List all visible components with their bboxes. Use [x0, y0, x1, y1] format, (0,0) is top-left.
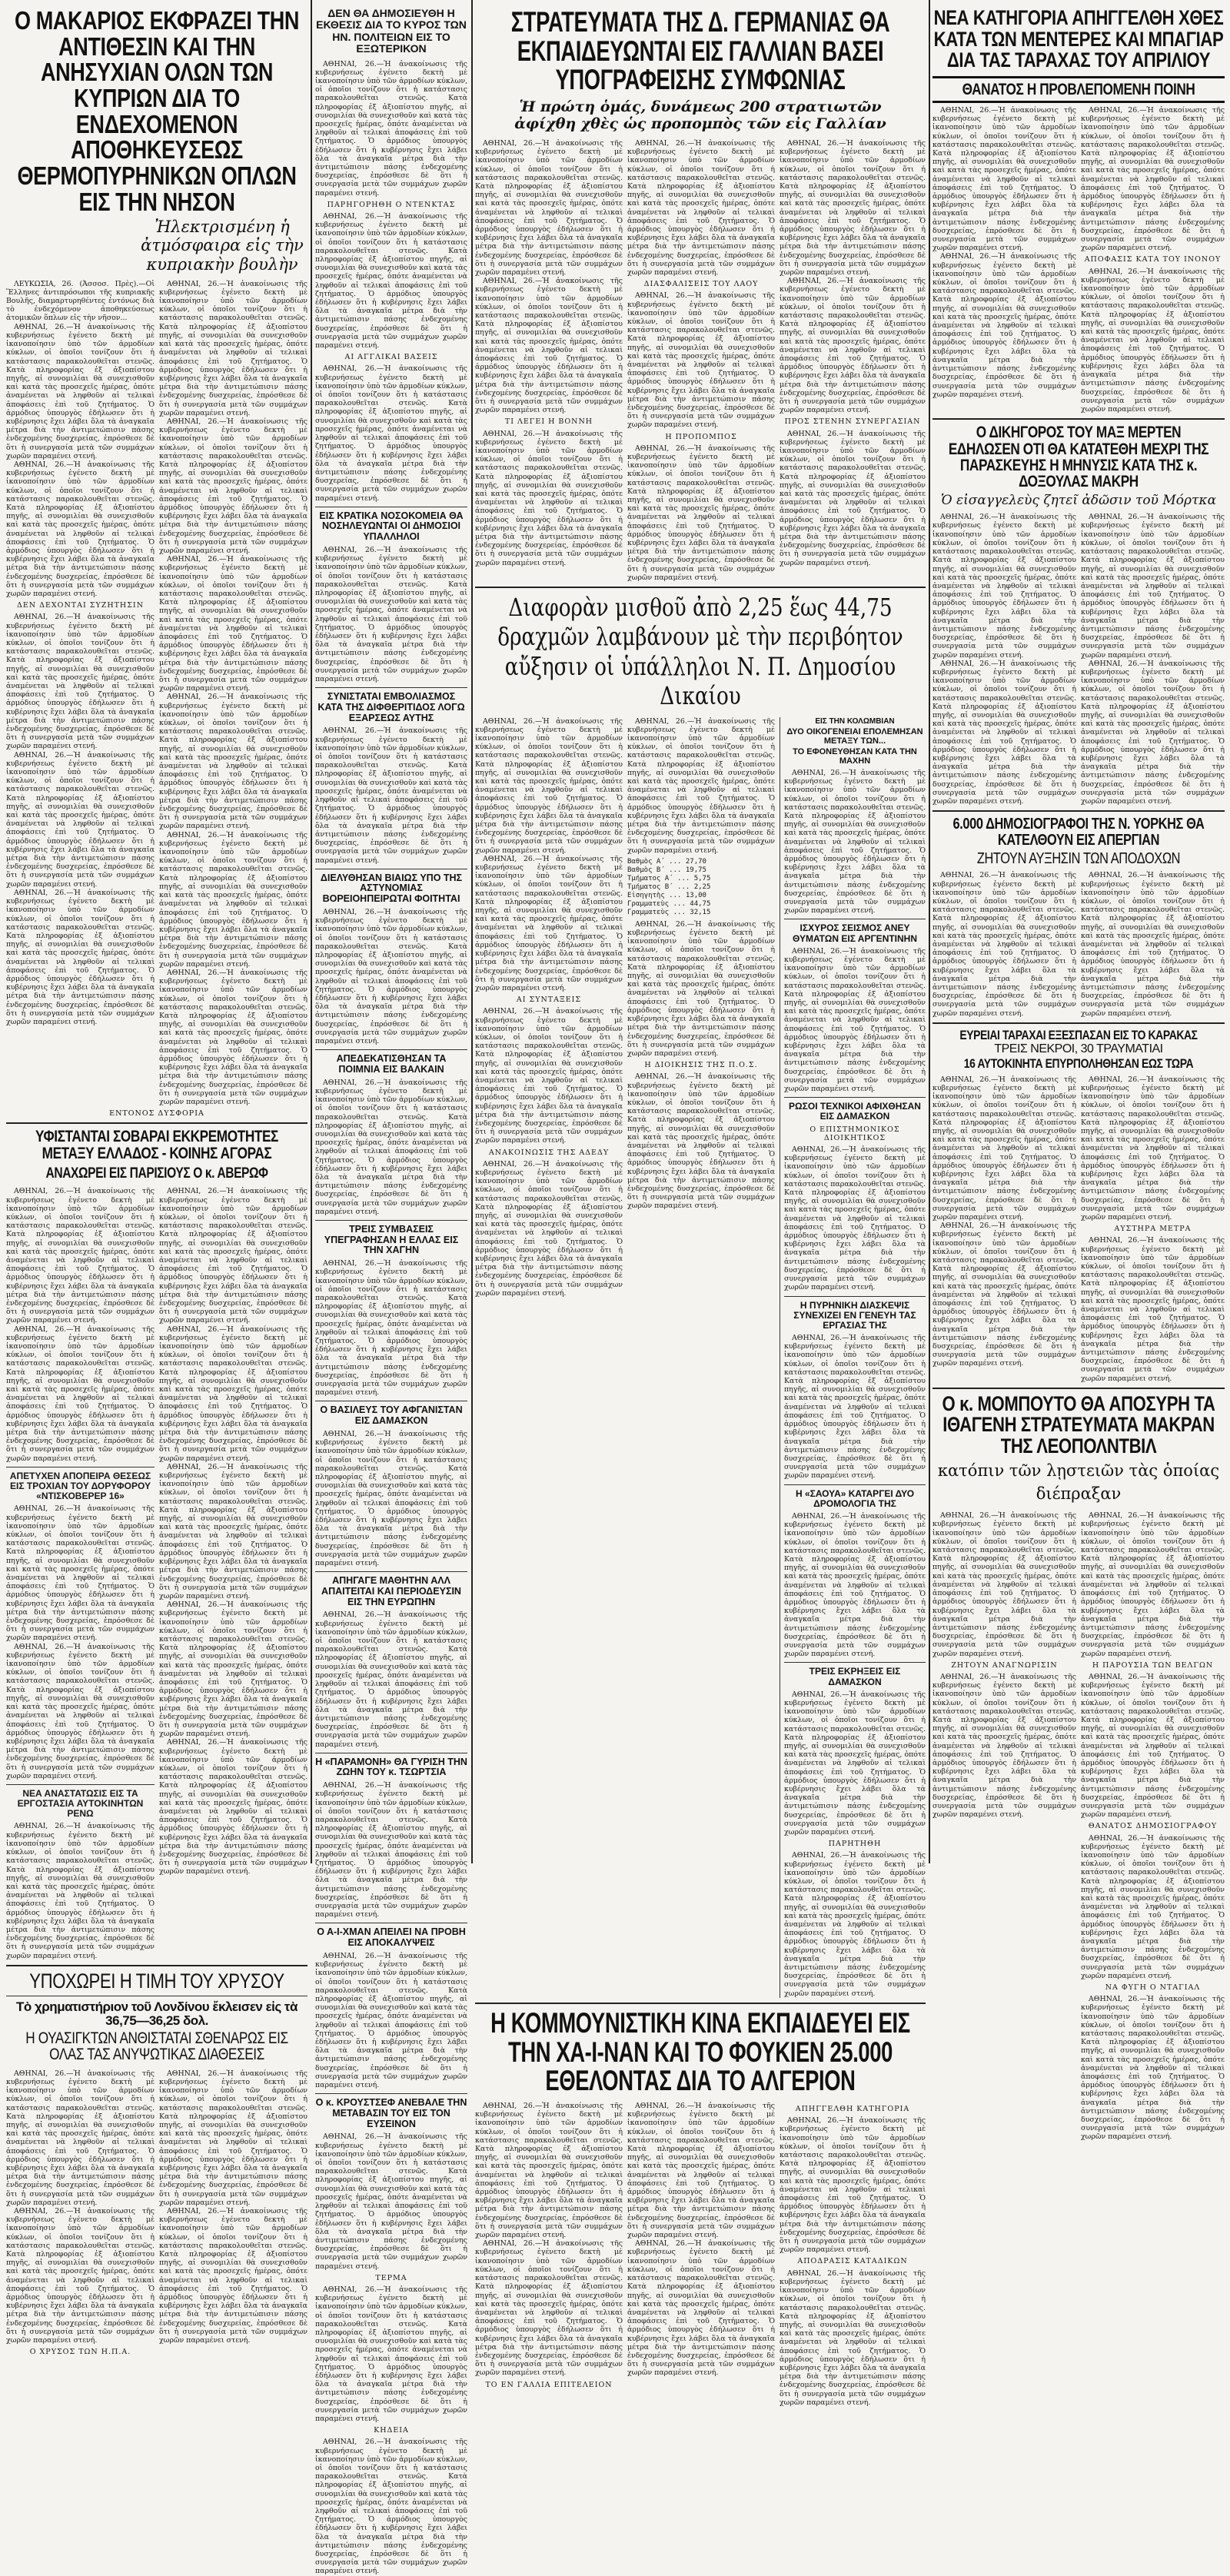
table-row: Γραμματεὺς ... 44,75: [627, 899, 711, 908]
article-text: ΑΘΗΝΑΙ, 26.—Ἡ ἀνακοίνωσις τῆς κυβερνήσεως ἐγένετο δεκτὴ μὲ ἱκανοποίησιν ὑπὸ τῶν ἁρμοδίων κύκλων, οἱ ὁποῖοι τονίζουν ὅτι ἡ κατάστασις παρακολουθεῖται στενῶς. Κατὰ πληροφορίας ἐξ ἀξιοπίστου πηγῆς, αἱ συνομιλίαι θὰ συνεχισθοῦν καὶ κατὰ τὰς προσεχεῖς ἡμέρας, ὁπότε ἀναμένεται νὰ ληφθοῦν αἱ τελικαὶ ἀποφάσεις ἐπὶ τοῦ ζητήματος. Ὁ ἁρμόδιος ὑπουργὸς ἐδήλωσεν ὅτι ἡ κυβέρνησις ἔχει λάβει ὅλα τὰ ἀναγκαῖα μέτρα διὰ τὴν ἀντιμετώπισιν πάσης ἐνδεχομένης δυσχερείας, ἐπρόσθεσε δὲ ὅτι ἡ συνεργασία μετὰ τῶν συμμάχων χωρῶν παραμένει στενή.: [784, 1851, 926, 1998]
article-text: ΑΘΗΝΑΙ, 26.—Ἡ ἀνακοίνωσις τῆς κυβερνήσεως ἐγένετο δεκτὴ μὲ ἱκανοποίησιν ὑπὸ τῶν ἁρμοδίων κύκλων, οἱ ὁποῖοι τονίζουν ὅτι ἡ κατάστασις παρακολουθεῖται στενῶς. Κατὰ πληροφορίας ἐξ ἀξιοπίστου πηγῆς, αἱ συνομιλίαι θὰ συνεχισθοῦν καὶ κατὰ τὰς προσεχεῖς ἡμέρας, ὁπότε ἀναμένεται νὰ ληφθοῦν αἱ τελικαὶ ἀποφάσεις ἐπὶ τοῦ ζητήματος. Ὁ ἁρμόδιος ὑπουργὸς ἐδήλωσεν ὅτι ἡ κυβέρνησις ἔχει λάβει ὅλα τὰ ἀναγκαῖα μέτρα διὰ τὴν ἀντιμετώπισιν πάσης ἐνδεχομένης δυσχερείας, ἐπρόσθεσε δὲ ὅτι ἡ συνεργασία μετὰ τῶν συμμάχων χωρῶν παραμένει στενή.: [315, 545, 467, 684]
article-text: ΑΘΗΝΑΙ, 26.—Ἡ ἀνακοίνωσις τῆς κυβερνήσεως ἐγένετο δεκτὴ μὲ ἱκανοποίησιν ὑπὸ τῶν ἁρμοδίων κύκλων, οἱ ὁποῖοι τονίζουν ὅτι ἡ κατάστασις παρακολουθεῖται στενῶς. Κατὰ πληροφορίας ἐξ ἀξιοπίστου πηγῆς, αἱ συνομιλίαι θὰ συνεχισθοῦν καὶ κατὰ τὰς προσεχεῖς ἡμέρας, ὁπότε ἀναμένεται νὰ ληφθοῦν αἱ τελικαὶ ἀποφάσεις ἐπὶ τοῦ ζητήματος. Ὁ ἁρμόδιος ὑπουργὸς ἐδήλωσεν ὅτι ἡ κυβέρνησις ἔχει λάβει ὅλα τὰ ἀναγκαῖα μέτρα διὰ τὴν ἀντιμετώπισιν πάσης ἐνδεχομένης δυσχερείας, ἐπρόσθεσε δὲ ὅτι ἡ συνεργασία μετὰ τῶν συμμάχων χωρῶν παραμένει στενή.: [475, 277, 623, 415]
headline-sabena: Η «ΣΑΟΥΑ» ΚΑΤΑΡΓΕΙ ΔΥΟ ΔΡΟΜΟΛΟΓΙΑ ΤΗΣ: [795, 1487, 915, 1509]
article-text: ΑΘΗΝΑΙ, 26.—Ἡ ἀνακοίνωσις τῆς κυβερνήσεως ἐγένετο δεκτὴ μὲ ἱκανοποίησιν ὑπὸ τῶν ἁρμοδίων κύκλων, οἱ ὁποῖοι τονίζουν ὅτι ἡ κατάστασις παρακολουθεῖται στενῶς. Κατὰ πληροφορίας ἐξ ἀξιοπίστου πηγῆς, αἱ συνομιλίαι θὰ συνεχισθοῦν καὶ κατὰ τὰς προσεχεῖς ἡμέρας, ὁπότε ἀναμένεται νὰ ληφθοῦν αἱ τελικαὶ ἀποφάσεις ἐπὶ τοῦ ζητήματος. Ὁ ἁρμόδιος ὑπουργὸς ἐδήλωσεν ὅτι ἡ κυβέρνησις ἔχει λάβει ὅλα τὰ ἀναγκαῖα μέτρα διὰ τὴν ἀντιμετώπισιν πάσης ἐνδεχομένης δυσχερείας, ἐπρόσθεσε δὲ ὅτι ἡ συνεργασία μετὰ τῶν συμμάχων χωρῶν παραμένει στενή.: [1081, 659, 1225, 806]
section-subhead: ΤΙ ΛΕΓΕΙ Η ΒΟΝΝΗ: [504, 417, 593, 427]
article-text: [780, 139, 926, 582]
article-text: ΑΘΗΝΑΙ, 26.—Ἡ ἀνακοίνωσις τῆς κυβερνήσεως ἐγένετο δεκτὴ μὲ ἱκανοποίησιν ὑπὸ τῶν ἁρμοδίων κύκλων, οἱ ὁποῖοι τονίζουν ὅτι ἡ κατάστασις παρακολουθεῖται στενῶς. Κατὰ πληροφορίας ἐξ ἀξιοπίστου πηγῆς, αἱ συνομιλίαι θὰ συνεχισθοῦν καὶ κατὰ τὰς προσεχεῖς ἡμέρας, ὁπότε ἀναμένεται νὰ ληφθοῦν αἱ τελικαὶ ἀποφάσεις ἐπὶ τοῦ ζητήματος. Ὁ ἁρμόδιος ὑπουργὸς ἐδήλωσεν ὅτι ἡ κυβέρνησις ἔχει λάβει ὅλα τὰ ἀναγκαῖα μέτρα διὰ τὴν ἀντιμετώπισιν πάσης ἐνδεχομένης δυσχερείας, ἐπρόσθεσε δὲ ὅτι ἡ συνεργασία μετὰ τῶν συμμάχων χωρῶν παραμένει στενή.: [159, 1738, 308, 1876]
article-text: [932, 1075, 1076, 1383]
headline-diphtheria: ΣΥΝΙΣΤΑΤΑΙ ΕΜΒΟΛΙΑΣΜΟΣ ΚΑΤΑ ΤΗΣ ΔΙΦΘΕΡΙΤΙΔΟΣ ΛΟΓΩ ΕΞΑΡΣΕΩΣ ΑΥΤΗΣ: [317, 691, 465, 723]
article-text: ΑΘΗΝΑΙ, 26.—Ἡ ἀνακοίνωσις τῆς κυβερνήσεως ἐγένετο δεκτὴ μὲ ἱκανοποίησιν ὑπὸ τῶν ἁρμοδίων κύκλων, οἱ ὁποῖοι τονίζουν ὅτι ἡ κατάστασις παρακολουθεῖται στενῶς. Κατὰ πληροφορίας ἐξ ἀξιοπίστου πηγῆς, αἱ συνομιλίαι θὰ συνεχισθοῦν καὶ κατὰ τὰς προσεχεῖς ἡμέρας, ὁπότε ἀναμένεται νὰ ληφθοῦν αἱ τελικαὶ ἀποφάσεις ἐπὶ τοῦ ζητήματος. Ὁ ἁρμόδιος ὑπουργὸς ἐδήλωσεν ὅτι ἡ κυβέρνησις ἔχει λάβει ὅλα τὰ ἀναγκαῖα μέτρα διὰ τὴν ἀντιμετώπισιν πάσης ἐνδεχομένης δυσχερείας, ἐπρόσθεσε δὲ ὅτι ἡ συνεργασία μετὰ τῶν συμμάχων χωρῶν παραμένει στενή.: [315, 212, 467, 351]
article-text: ΑΘΗΝΑΙ, 26.—Ἡ ἀνακοίνωσις τῆς κυβερνήσεως ἐγένετο δεκτὴ μὲ ἱκανοποίησιν ὑπὸ τῶν ἁρμοδίων κύκλων, οἱ ὁποῖοι τονίζουν ὅτι ἡ κατάστασις παρακολουθεῖται στενῶς. Κατὰ πληροφορίας ἐξ ἀξιοπίστου πηγῆς, αἱ συνομιλίαι θὰ συνεχισθοῦν καὶ κατὰ τὰς προσεχεῖς ἡμέρας, ὁπότε ἀναμένεται νὰ ληφθοῦν αἱ τελικαὶ ἀποφάσεις ἐπὶ τοῦ ζητήματος. Ὁ ἁρμόδιος ὑπουργὸς ἐδήλωσεν ὅτι ἡ κυβέρνησις ἔχει λάβει ὅλα τὰ ἀναγκαῖα μέτρα διὰ τὴν ἀντιμετώπισιν πάσης ἐνδεχομένης δυσχερείας, ἐπρόσθεσε δὲ ὅτι ἡ συνεργασία μετὰ τῶν συμμάχων χωρῶν παραμένει στενή.: [475, 138, 623, 277]
headline-khrushchev: Ο κ. ΚΡΟΥΣΤΣΕΦ ΑΝΕΒΑΛΕ ΤΗΝ ΜΕΤΑΒΑΣΙΝ ΤΟΥ ΕΙΣ ΤΟΝ ΕΥΣΕΙΝΟΝ: [315, 2097, 467, 2129]
headline-hospitals: ΕΙΣ ΚΡΑΤΙΚΑ ΝΟΣΟΚΟΜΕΙΑ ΘΑ ΝΟΣΗΛΕΥΩΝΤΑΙ ΟΙ ΔΗΜΟΣΙΟΙ ΥΠΑΛΛΗΛΟΙ: [319, 510, 464, 543]
headline-caracas-riots: ΕΥΡΕΙΑΙ ΤΑΡΑΧΑΙ ΕΞΕΣΠΑΣΑΝ ΕΙΣ ΤΟ ΚΑΡΑΚΑΣ: [959, 1027, 1198, 1042]
article-text: [315, 1430, 467, 1567]
section-subhead: ΑΙ ΑΓΓΛΙΚΑΙ ΒΑΣΕΙΣ: [344, 353, 438, 362]
subhead-london-exchange: Τὸ χρηματιστήριον τοῦ Λονδίνου ἔκλεισεν εἰς τὰ 36,75—36,25 δολ.: [16, 1999, 298, 2028]
article-text: [932, 1511, 1076, 2141]
article-text: ΑΘΗΝΑΙ, 26.—Ἡ ἀνακοίνωσις τῆς κυβερνήσεως ἐγένετο δεκτὴ μὲ ἱκανοποίησιν ὑπὸ τῶν ἁρμοδίων κύκλων, οἱ ὁποῖοι τονίζουν ὅτι ἡ κατάστασις παρακολουθεῖται στενῶς. Κατὰ πληροφορίας ἐξ ἀξιοπίστου πηγῆς, αἱ συνομιλίαι θὰ συνεχισθοῦν καὶ κατὰ τὰς προσεχεῖς ἡμέρας, ὁπότε ἀναμένεται νὰ ληφθοῦν αἱ τελικαὶ ἀποφάσεις ἐπὶ τοῦ ζητήματος. Ὁ ἁρμόδιος ὑπουργὸς ἐδήλωσεν ὅτι ἡ κυβέρνησις ἔχει λάβει ὅλα τὰ ἀναγκαῖα μέτρα διὰ τὴν ἀντιμετώπισιν πάσης ἐνδεχομένης δυσχερείας, ἐπρόσθεσε δὲ ὅτι ἡ συνεργασία μετὰ τῶν συμμάχων χωρῶν παραμένει στενή.: [6, 613, 155, 751]
article-text: ΑΘΗΝΑΙ, 26.—Ἡ ἀνακοίνωσις τῆς κυβερνήσεως ἐγένετο δεκτὴ μὲ ἱκανοποίησιν ὑπὸ τῶν ἁρμοδίων κύκλων, οἱ ὁποῖοι τονίζουν ὅτι ἡ κατάστασις παρακολουθεῖται στενῶς. Κατὰ πληροφορίας ἐξ ἀξιοπίστου πηγῆς, αἱ συνομιλίαι θὰ συνεχισθοῦν καὶ κατὰ τὰς προσεχεῖς ἡμέρας, ὁπότε ἀναμένεται νὰ ληφθοῦν αἱ τελικαὶ ἀποφάσεις ἐπὶ τοῦ ζητήματος. Ὁ ἁρμόδιος ὑπουργὸς ἐδήλωσεν ὅτι ἡ κυβέρνησις ἔχει λάβει ὅλα τὰ ἀναγκαῖα μέτρα διὰ τὴν ἀντιμετώπισιν πάσης ἐνδεχομένης δυσχερείας, ἐπρόσθεσε δὲ ὅτι ἡ συνεργασία μετὰ τῶν συμμάχων χωρῶν παραμένει στενή.: [784, 946, 926, 1094]
article-text: ΑΘΗΝΑΙ, 26.—Ἡ ἀνακοίνωσις τῆς κυβερνήσεως ἐγένετο δεκτὴ μὲ ἱκανοποίησιν ὑπὸ τῶν ἁρμοδίων κύκλων, οἱ ὁποῖοι τονίζουν ὅτι ἡ κατάστασις παρακολουθεῖται στενῶς. Κατὰ πληροφορίας ἐξ ἀξιοπίστου πηγῆς, αἱ συνομιλίαι θὰ συνεχισθοῦν καὶ κατὰ τὰς προσεχεῖς ἡμέρας, ὁπότε ἀναμένεται νὰ ληφθοῦν αἱ τελικαὶ ἀποφάσεις ἐπὶ τοῦ ζητήματος. Ὁ ἁρμόδιος ὑπουργὸς ἐδήλωσεν ὅτι ἡ κυβέρνησις ἔχει λάβει ὅλα τὰ ἀναγκαῖα μέτρα διὰ τὴν ἀντιμετώπισιν πάσης ἐνδεχομένης δυσχερείας, ἐπρόσθεσε δὲ ὅτι ἡ συνεργασία μετὰ τῶν συμμάχων χωρῶν παραμένει στενή.: [1081, 513, 1225, 660]
article-text: [784, 947, 926, 1093]
article-text: [315, 546, 467, 683]
article-text: ΑΘΗΝΑΙ, 26.—Ἡ ἀνακοίνωσις τῆς κυβερνήσεως ἐγένετο δεκτὴ μὲ ἱκανοποίησιν ὑπὸ τῶν ἁρμοδίων κύκλων, οἱ ὁποῖοι τονίζουν ὅτι ἡ κατάστασις παρακολουθεῖται στενῶς. Κατὰ πληροφορίας ἐξ ἀξιοπίστου πηγῆς, αἱ συνομιλίαι θὰ συνεχισθοῦν καὶ κατὰ τὰς προσεχεῖς ἡμέρας, ὁπότε ἀναμένεται νὰ ληφθοῦν αἱ τελικαὶ ἀποφάσεις ἐπὶ τοῦ ζητήματος. Ὁ ἁρμόδιος ὑπουργὸς ἐδήλωσεν ὅτι ἡ κυβέρνησις ἔχει λάβει ὅλα τὰ ἀναγκαῖα μέτρα διὰ τὴν ἀντιμετώπισιν πάσης ἐνδεχομένης δυσχερείας, ἐπρόσθεσε δὲ ὅτι ἡ συνεργασία μετὰ τῶν συμμάχων χωρῶν παραμένει στενή.: [159, 1600, 308, 1739]
headline-eec: ΥΦΙΣΤΑΝΤΑΙ ΣΟΒΑΡΑΙ ΕΚΚΡΕΜΟΤΗΤΕΣ ΜΕΤΑΞΥ ΕΛΛΑΔΟΣ - ΚΟΙΝΗΣ ΑΓΟΡΑΣ: [35, 1128, 278, 1162]
section-subhead: Η ΠΡΟΠΟΜΠΟΣ: [665, 432, 737, 441]
article-text: ΑΘΗΝΑΙ, 26.—Ἡ ἀνακοίνωσις τῆς κυβερνήσεως ἐγένετο δεκτὴ μὲ ἱκανοποίησιν ὑπὸ τῶν ἁρμοδίων κύκλων, οἱ ὁποῖοι τονίζουν ὅτι ἡ κατάστασις παρακολουθεῖται στενῶς. Κατὰ πληροφορίας ἐξ ἀξιοπίστου πηγῆς, αἱ συνομιλίαι θὰ συνεχισθοῦν καὶ κατὰ τὰς προσεχεῖς ἡμέρας, ὁπότε ἀναμένεται νὰ ληφθοῦν αἱ τελικαὶ ἀποφάσεις ἐπὶ τοῦ ζητήματος. Ὁ ἁρμόδιος ὑπουργὸς ἐδήλωσεν ὅτι ἡ κυβέρνησις ἔχει λάβει ὅλα τὰ ἀναγκαῖα μέτρα διὰ τὴν ἀντιμετώπισιν πάσης ἐνδεχομένης δυσχερείας, ἐπρόσθεσε δὲ ὅτι ἡ συνεργασία μετὰ τῶν συμμάχων χωρῶν παραμένει στενή.: [159, 968, 308, 1106]
article-text: ΑΘΗΝΑΙ, 26.—Ἡ ἀνακοίνωσις τῆς κυβερνήσεως ἐγένετο δεκτὴ μὲ ἱκανοποίησιν ὑπὸ τῶν ἁρμοδίων κύκλων, οἱ ὁποῖοι τονίζουν ὅτι ἡ κατάστασις παρακολουθεῖται στενῶς. Κατὰ πληροφορίας ἐξ ἀξιοπίστου πηγῆς, αἱ συνομιλίαι θὰ συνεχισθοῦν καὶ κατὰ τὰς προσεχεῖς ἡμέρας, ὁπότε ἀναμένεται νὰ ληφθοῦν αἱ τελικαὶ ἀποφάσεις ἐπὶ τοῦ ζητήματος. Ὁ ἁρμόδιος ὑπουργὸς ἐδήλωσεν ὅτι ἡ κυβέρνησις ἔχει λάβει ὅλα τὰ ἀναγκαῖα μέτρα διὰ τὴν ἀντιμετώπισιν πάσης ἐνδεχομένης δυσχερείας, ἐπρόσθεσε δὲ ὅτι ἡ συνεργασία μετὰ τῶν συμμάχων χωρῶν παραμένει στενή.: [315, 1259, 467, 1398]
headline-damascus-blasts: ΤΡΕΙΣ ΕΚΡΗΞΕΙΣ ΕΙΣ ΔΑΜΑΣΚΟΝ: [809, 1666, 901, 1687]
article-text: [784, 1125, 926, 1292]
headline-german-troops: ΣΤΡΑΤΕΥΜΑΤΑ ΤΗΣ Δ. ΓΕΡΜΑΝΙΑΣ ΘΑ ΕΚΠΑΙΔΕΥΩΝΤΑΙ ΕΙΣ ΓΑΛΛΙΑΝ ΒΑΣΕΙ ΥΠΟΓΡΑΦΕΙΣΗΣ ΣΥΜΦΩΝΙΑΣ: [510, 6, 890, 96]
divider: [932, 1022, 1225, 1024]
table-row: Τμήματος Α΄ ... 5,75: [627, 874, 711, 882]
article-text: [315, 1079, 467, 1216]
article-text: [315, 908, 467, 1045]
article-text: ΑΘΗΝΑΙ, 26.—Ἡ ἀνακοίνωσις τῆς κυβερνήσεως ἐγένετο δεκτὴ μὲ ἱκανοποίησιν ὑπὸ τῶν ἁρμοδίων κύκλων, οἱ ὁποῖοι τονίζουν ὅτι ἡ κατάστασις παρακολουθεῖται στενῶς. Κατὰ πληροφορίας ἐξ ἀξιοπίστου πηγῆς, αἱ συνομιλίαι θὰ συνεχισθοῦν καὶ κατὰ τὰς προσεχεῖς ἡμέρας, ὁπότε ἀναμένεται νὰ ληφθοῦν αἱ τελικαὶ ἀποφάσεις ἐπὶ τοῦ ζητήματος. Ὁ ἁρμόδιος ὑπουργὸς ἐδήλωσεν ὅτι ἡ κυβέρνησις ἔχει λάβει ὅλα τὰ ἀναγκαῖα μέτρα διὰ τὴν ἀντιμετώπισιν πάσης ἐνδεχομένης δυσχερείας, ἐπρόσθεσε δὲ ὅτι ἡ συνεργασία μετὰ τῶν συμμάχων χωρῶν παραμένει στενή.: [475, 1007, 623, 1145]
article-lead: ΛΕΥΚΩΣΙΑ, 26. (Ἀσσοσ. Πρὲς).—Οἱ Ἕλληνες ἀντιπρόσωποι τῆς κυπριακῆς Βουλῆς, διαμαρτυρηθέντες ἐντόνως διὰ τὸ ἐνδεχόμενον ἀποθηκεύσεως ἀτομικῶν ὅπλων εἰς τὴν νῆσον...: [6, 279, 155, 323]
article-china-body: [475, 2102, 926, 2407]
section-subhead: ΑΠΟΔΡΑΣΙΣ ΚΑΤΑΔΙΚΩΝ: [797, 2257, 908, 2266]
article-text: ΑΘΗΝΑΙ, 26.—Ἡ ἀνακοίνωσις τῆς κυβερνήσεως ἐγένετο δεκτὴ μὲ ἱκανοποίησιν ὑπὸ τῶν ἁρμοδίων κύκλων, οἱ ὁποῖοι τονίζουν ὅτι ἡ κατάστασις παρακολουθεῖται στενῶς. Κατὰ πληροφορίας ἐξ ἀξιοπίστου πηγῆς, αἱ συνομιλίαι θὰ συνεχισθοῦν καὶ κατὰ τὰς προσεχεῖς ἡμέρας, ὁπότε ἀναμένεται νὰ ληφθοῦν αἱ τελικαὶ ἀποφάσεις ἐπὶ τοῦ ζητήματος. Ὁ ἁρμόδιος ὑπουργὸς ἐδήλωσεν ὅτι ἡ κυβέρνησις ἔχει λάβει ὅλα τὰ ἀναγκαῖα μέτρα διὰ τὴν ἀντιμετώπισιν πάσης ἐνδεχομένης δυσχερείας, ἐπρόσθεσε δὲ ὅτι ἡ συνεργασία μετὰ τῶν συμμάχων χωρῶν παραμένει στενή.: [315, 1610, 467, 1749]
article-text: ΑΘΗΝΑΙ, 26.—Ἡ ἀνακοίνωσις τῆς κυβερνήσεως ἐγένετο δεκτὴ μὲ ἱκανοποίησιν ὑπὸ τῶν ἁρμοδίων κύκλων, οἱ ὁποῖοι τονίζουν ὅτι ἡ κατάστασις παρακολουθεῖται στενῶς. Κατὰ πληροφορίας ἐξ ἀξιοπίστου πηγῆς, αἱ συνομιλίαι θὰ συνεχισθοῦν καὶ κατὰ τὰς προσεχεῖς ἡμέρας, ὁπότε ἀναμένεται νὰ ληφθοῦν αἱ τελικαὶ ἀποφάσεις ἐπὶ τοῦ ζητήματος. Ὁ ἁρμόδιος ὑπουργὸς ἐδήλωσεν ὅτι ἡ κυβέρνησις ἔχει λάβει ὅλα τὰ ἀναγκαῖα μέτρα διὰ τὴν ἀντιμετώπισιν πάσης ἐνδεχομένης δυσχερείας, ἐπρόσθεσε δὲ ὅτι ἡ συνεργασία μετὰ τῶν συμμάχων χωρῶν παραμένει στενή.: [315, 2132, 467, 2271]
article-text: ΑΘΗΝΑΙ, 26.—Ἡ ἀνακοίνωσις τῆς κυβερνήσεως ἐγένετο δεκτὴ μὲ ἱκανοποίησιν ὑπὸ τῶν ἁρμοδίων κύκλων, οἱ ὁποῖοι τονίζουν ὅτι ἡ κατάστασις παρακολουθεῖται στενῶς. Κατὰ πληροφορίας ἐξ ἀξιοπίστου πηγῆς, αἱ συνομιλίαι θὰ συνεχισθοῦν καὶ κατὰ τὰς προσεχεῖς ἡμέρας, ὁπότε ἀναμένεται νὰ ληφθοῦν αἱ τελικαὶ ἀποφάσεις ἐπὶ τοῦ ζητήματος. Ὁ ἁρμόδιος ὑπουργὸς ἐδήλωσεν ὅτι ἡ κυβέρνησις ἔχει λάβει ὅλα τὰ ἀναγκαῖα μέτρα διὰ τὴν ἀντιμετώπισιν πάσης ἐνδεχομένης δυσχερείας, ἐπρόσθεσε δὲ ὅτι ἡ συνεργασία μετὰ τῶν συμμάχων χωρῶν παραμένει στενή.: [780, 138, 926, 277]
section-subhead: ΔΕΝ ΔΕΧΟΝΤΑΙ ΣΥΖΗΤΗΣΙΝ: [16, 601, 145, 610]
article-text: ΑΘΗΝΑΙ, 26.—Ἡ ἀνακοίνωσις τῆς κυβερνήσεως ἐγένετο δεκτὴ μὲ ἱκανοποίησιν ὑπὸ τῶν ἁρμοδίων κύκλων, οἱ ὁποῖοι τονίζουν ὅτι ἡ κατάστασις παρακολουθεῖται στενῶς. Κατὰ πληροφορίας ἐξ ἀξιοπίστου πηγῆς, αἱ συνομιλίαι θὰ συνεχισθοῦν καὶ κατὰ τὰς προσεχεῖς ἡμέρας, ὁπότε ἀναμένεται νὰ ληφθοῦν αἱ τελικαὶ ἀποφάσεις ἐπὶ τοῦ ζητήματος. Ὁ ἁρμόδιος ὑπουργὸς ἐδήλωσεν ὅτι ἡ κυβέρνησις ἔχει λάβει ὅλα τὰ ἀναγκαῖα μέτρα διὰ τὴν ἀντιμετώπισιν πάσης ἐνδεχομένης δυσχερείας, ἐπρόσθεσε δὲ ὅτι ἡ συνεργασία μετὰ τῶν συμμάχων χωρῶν παραμένει στενή.: [159, 830, 308, 969]
article-text: ΑΘΗΝΑΙ, 26.—Ἡ ἀνακοίνωσις τῆς κυβερνήσεως ἐγένετο δεκτὴ μὲ ἱκανοποίησιν ὑπὸ τῶν ἁρμοδίων κύκλων, οἱ ὁποῖοι τονίζουν ὅτι ἡ κατάστασις παρακολουθεῖται στενῶς. Κατὰ πληροφορίας ἐξ ἀξιοπίστου πηγῆς, αἱ συνομιλίαι θὰ συνεχισθοῦν καὶ κατὰ τὰς προσεχεῖς ἡμέρας, ὁπότε ἀναμένεται νὰ ληφθοῦν αἱ τελικαὶ ἀποφάσεις ἐπὶ τοῦ ζητήματος. Ὁ ἁρμόδιος ὑπουργὸς ἐδήλωσεν ὅτι ἡ κυβέρνησις ἔχει λάβει ὅλα τὰ ἀναγκαῖα μέτρα διὰ τὴν ἀντιμετώπισιν πάσης ἐνδεχομένης δυσχερείας, ἐπρόσθεσε δὲ ὅτι ἡ συνεργασία μετὰ τῶν συμμάχων χωρῶν παραμένει στενή.: [159, 1462, 308, 1600]
article-text: ΑΘΗΝΑΙ, 26.—Ἡ ἀνακοίνωσις τῆς κυβερνήσεως ἐγένετο δεκτὴ μὲ ἱκανοποίησιν ὑπὸ τῶν ἁρμοδίων κύκλων, οἱ ὁποῖοι τονίζουν ὅτι ἡ κατάστασις παρακολουθεῖται στενῶς. Κατὰ πληροφορίας ἐξ ἀξιοπίστου πηγῆς, αἱ συνομιλίαι θὰ συνεχισθοῦν καὶ κατὰ τὰς προσεχεῖς ἡμέρας, ὁπότε ἀναμένεται νὰ ληφθοῦν αἱ τελικαὶ ἀποφάσεις ἐπὶ τοῦ ζητήματος. Ὁ ἁρμόδιος ὑπουργὸς ἐδήλωσεν ὅτι ἡ κυβέρνησις ἔχει λάβει ὅλα τὰ ἀναγκαῖα μέτρα διὰ τὴν ἀντιμετώπισιν πάσης ἐνδεχομένης δυσχερείας, ἐπρόσθεσε δὲ ὅτι ἡ συνεργασία μετὰ τῶν συμμάχων χωρῶν παραμένει στενή.: [1081, 1075, 1225, 1222]
section-subhead: Ο ΧΡΥΣΟΣ ΤΩΝ Η.Π.Α.: [29, 2348, 131, 2357]
article-text: ΑΘΗΝΑΙ, 26.—Ἡ ἀνακοίνωσις τῆς κυβερνήσεως ἐγένετο δεκτὴ μὲ ἱκανοποίησιν ὑπὸ τῶν ἁρμοδίων κύκλων, οἱ ὁποῖοι τονίζουν ὅτι ἡ κατάστασις παρακολουθεῖται στενῶς. Κατὰ πληροφορίας ἐξ ἀξιοπίστου πηγῆς, αἱ συνομιλίαι θὰ συνεχισθοῦν καὶ κατὰ τὰς προσεχεῖς ἡμέρας, ὁπότε ἀναμένεται νὰ ληφθοῦν αἱ τελικαὶ ἀποφάσεις ἐπὶ τοῦ ζητήματος. Ὁ ἁρμόδιος ὑπουργὸς ἐδήλωσεν ὅτι ἡ κυβέρνησις ἔχει λάβει ὅλα τὰ ἀναγκαῖα μέτρα διὰ τὴν ἀντιμετώπισιν πάσης ἐνδεχομένης δυσχερείας, ἐπρόσθεσε δὲ ὅτι ἡ συνεργασία μετὰ τῶν συμμάχων χωρῶν παραμένει στενή.: [475, 429, 623, 567]
section-subhead: ΤΕΡΜΑ: [375, 2273, 407, 2282]
article-text: [315, 2132, 467, 2575]
article-text: ΑΘΗΝΑΙ, 26.—Ἡ ἀνακοίνωσις τῆς κυβερνήσεως ἐγένετο δεκτὴ μὲ ἱκανοποίησιν ὑπὸ τῶν ἁρμοδίων κύκλων, οἱ ὁποῖοι τονίζουν ὅτι ἡ κατάστασις παρακολουθεῖται στενῶς. Κατὰ πληροφορίας ἐξ ἀξιοπίστου πηγῆς, αἱ συνομιλίαι θὰ συνεχισθοῦν καὶ κατὰ τὰς προσεχεῖς ἡμέρας, ὁπότε ἀναμένεται νὰ ληφθοῦν αἱ τελικαὶ ἀποφάσεις ἐπὶ τοῦ ζητήματος. Ὁ ἁρμόδιος ὑπουργὸς ἐδήλωσεν ὅτι ἡ κυβέρνησις ἔχει λάβει ὅλα τὰ ἀναγκαῖα μέτρα διὰ τὴν ἀντιμετώπισιν πάσης ἐνδεχομένης δυσχερείας, ἐπρόσθεσε δὲ ὅτι ἡ συνεργασία μετὰ τῶν συμμάχων χωρῶν παραμένει στενή.: [1081, 871, 1225, 1018]
headline-gold: ΥΠΟΧΩΡΕΙ Η ΤΙΜΗ ΤΟΥ ΧΡΥΣΟΥ: [29, 1969, 284, 1993]
article-makarios-body: [6, 280, 308, 1107]
article-text: ΑΘΗΝΑΙ, 26.—Ἡ ἀνακοίνωσις τῆς κυβερνήσεως ἐγένετο δεκτὴ μὲ ἱκανοποίησιν ὑπὸ τῶν ἁρμοδίων κύκλων, οἱ ὁποῖοι τονίζουν ὅτι ἡ κατάστασις παρακολουθεῖται στενῶς. Κατὰ πληροφορίας ἐξ ἀξιοπίστου πηγῆς, αἱ συνομιλίαι θὰ συνεχισθοῦν καὶ κατὰ τὰς προσεχεῖς ἡμέρας, ὁπότε ἀναμένεται νὰ ληφθοῦν αἱ τελικαὶ ἀποφάσεις ἐπὶ τοῦ ζητήματος. Ὁ ἁρμόδιος ὑπουργὸς ἐδήλωσεν ὅτι ἡ κυβέρνησις ἔχει λάβει ὅλα τὰ ἀναγκαῖα μέτρα διὰ τὴν ἀντιμετώπισιν πάσης ἐνδεχομένης δυσχερείας, ἐπρόσθεσε δὲ ὅτι ἡ συνεργασία μετὰ τῶν συμμάχων χωρῶν παραμένει στενή.: [475, 2102, 623, 2240]
divider: [784, 1097, 926, 1098]
article-text: [932, 106, 1076, 414]
article-text: ΑΘΗΝΑΙ, 26.—Ἡ ἀνακοίνωσις τῆς κυβερνήσεως ἐγένετο δεκτὴ μὲ ἱκανοποίησιν ὑπὸ τῶν ἁρμοδίων κύκλων, οἱ ὁποῖοι τονίζουν ὅτι ἡ κατάστασις παρακολουθεῖται στενῶς. Κατὰ πληροφορίας ἐξ ἀξιοπίστου πηγῆς, αἱ συνομιλίαι θὰ συνεχισθοῦν καὶ κατὰ τὰς προσεχεῖς ἡμέρας, ὁπότε ἀναμένεται νὰ ληφθοῦν αἱ τελικαὶ ἀποφάσεις ἐπὶ τοῦ ζητήματος. Ὁ ἁρμόδιος ὑπουργὸς ἐδήλωσεν ὅτι ἡ κυβέρνησις ἔχει λάβει ὅλα τὰ ἀναγκαῖα μέτρα διὰ τὴν ἀντιμετώπισιν πάσης ἐνδεχομένης δυσχερείας, ἐπρόσθεσε δὲ ὅτι ἡ συνεργασία μετὰ τῶν συμμάχων χωρῶν παραμένει στενή.: [932, 659, 1076, 806]
article-text: ΑΘΗΝΑΙ, 26.—Ἡ ἀνακοίνωσις τῆς κυβερνήσεως ἐγένετο δεκτὴ μὲ ἱκανοποίησιν ὑπὸ τῶν ἁρμοδίων κύκλων, οἱ ὁποῖοι τονίζουν ὅτι ἡ κατάστασις παρακολουθεῖται στενῶς. Κατὰ πληροφορίας ἐξ ἀξιοπίστου πηγῆς, αἱ συνομιλίαι θὰ συνεχισθοῦν καὶ κατὰ τὰς προσεχεῖς ἡμέρας, ὁπότε ἀναμένεται νὰ ληφθοῦν αἱ τελικαὶ ἀποφάσεις ἐπὶ τοῦ ζητήματος. Ὁ ἁρμόδιος ὑπουργὸς ἐδήλωσεν ὅτι ἡ κυβέρνησις ἔχει λάβει ὅλα τὰ ἀναγκαῖα μέτρα διὰ τὴν ἀντιμετώπισιν πάσης ἐνδεχομένης δυσχερείας, ἐπρόσθεσε δὲ ὅτι ἡ συνεργασία μετὰ τῶν συμμάχων χωρῶν παραμένει στενή.: [627, 1072, 775, 1211]
article-text: ΑΘΗΝΑΙ, 26.—Ἡ ἀνακοίνωσις τῆς κυβερνήσεως ἐγένετο δεκτὴ μὲ ἱκανοποίησιν ὑπὸ τῶν ἁρμοδίων κύκλων, οἱ ὁποῖοι τονίζουν ὅτι ἡ κατάστασις παρακολουθεῖται στενῶς. Κατὰ πληροφορίας ἐξ ἀξιοπίστου πηγῆς, αἱ συνομιλίαι θὰ συνεχισθοῦν καὶ κατὰ τὰς προσεχεῖς ἡμέρας, ὁπότε ἀναμένεται νὰ ληφθοῦν αἱ τελικαὶ ἀποφάσεις ἐπὶ τοῦ ζητήματος. Ὁ ἁρμόδιος ὑπουργὸς ἐδήλωσεν ὅτι ἡ κυβέρνησις ἔχει λάβει ὅλα τὰ ἀναγκαῖα μέτρα διὰ τὴν ἀντιμετώπισιν πάσης ἐνδεχομένης δυσχερείας, ἐπρόσθεσε δὲ ὅτι ἡ συνεργασία μετὰ τῶν συμμάχων χωρῶν παραμένει στενή.: [159, 1187, 308, 1325]
divider: [475, 587, 926, 588]
article-text: ΑΘΗΝΑΙ, 26.—Ἡ ἀνακοίνωσις τῆς κυβερνήσεως ἐγένετο δεκτὴ μὲ ἱκανοποίησιν ὑπὸ τῶν ἁρμοδίων κύκλων, οἱ ὁποῖοι τονίζουν ὅτι ἡ κατάστασις παρακολουθεῖται στενῶς. Κατὰ πληροφορίας ἐξ ἀξιοπίστου πηγῆς, αἱ συνομιλίαι θὰ συνεχισθοῦν καὶ κατὰ τὰς προσεχεῖς ἡμέρας, ὁπότε ἀναμένεται νὰ ληφθοῦν αἱ τελικαὶ ἀποφάσεις ἐπὶ τοῦ ζητήματος. Ὁ ἁρμόδιος ὑπουργὸς ἐδήλωσεν ὅτι ἡ κυβέρνησις ἔχει λάβει ὅλα τὰ ἀναγκαῖα μέτρα διὰ τὴν ἀντιμετώπισιν πάσης ἐνδεχομένης δυσχερείας, ἐπρόσθεσε δὲ ὅτι ἡ συνεργασία μετὰ τῶν συμμάχων χωρῶν παραμένει στενή.: [475, 716, 623, 855]
section-subhead: ΑΠΗΓΓΕΛΘΗ ΚΑΤΗΓΟΡΙΑ: [795, 2105, 910, 2114]
article-eec-body: [6, 1187, 308, 1959]
article-text: [475, 139, 623, 582]
article-text: ΑΘΗΝΑΙ, 26.—Ἡ ἀνακοίνωσις τῆς κυβερνήσεως ἐγένετο δεκτὴ μὲ ἱκανοποίησιν ὑπὸ τῶν ἁρμοδίων κύκλων, οἱ ὁποῖοι τονίζουν ὅτι ἡ κατάστασις παρακολουθεῖται στενῶς. Κατὰ πληροφορίας ἐξ ἀξιοπίστου πηγῆς, αἱ συνομιλίαι θὰ συνεχισθοῦν καὶ κατὰ τὰς προσεχεῖς ἡμέρας, ὁπότε ἀναμένεται νὰ ληφθοῦν αἱ τελικαὶ ἀποφάσεις ἐπὶ τοῦ ζητήματος. Ὁ ἁρμόδιος ὑπουργὸς ἐδήλωσεν ὅτι ἡ κυβέρνησις ἔχει λάβει ὅλα τὰ ἀναγκαῖα μέτρα διὰ τὴν ἀντιμετώπισιν πάσης ἐνδεχομένης δυσχερείας, ἐπρόσθεσε δὲ ὅτι ἡ συνεργασία μετὰ τῶν συμμάχων χωρῶν παραμένει στενή.: [627, 716, 775, 855]
article-text: [315, 60, 467, 503]
table-row: Εἰσηγητὴς ... 13,00: [627, 891, 706, 899]
article-text: ΑΘΗΝΑΙ, 26.—Ἡ ἀνακοίνωσις τῆς κυβερνήσεως ἐγένετο δεκτὴ μὲ ἱκανοποίησιν ὑπὸ τῶν ἁρμοδίων κύκλων, οἱ ὁποῖοι τονίζουν ὅτι ἡ κατάστασις παρακολουθεῖται στενῶς. Κατὰ πληροφορίας ἐξ ἀξιοπίστου πηγῆς, αἱ συνομιλίαι θὰ συνεχισθοῦν καὶ κατὰ τὰς προσεχεῖς ἡμέρας, ὁπότε ἀναμένεται νὰ ληφθοῦν αἱ τελικαὶ ἀποφάσεις ἐπὶ τοῦ ζητήματος. Ὁ ἁρμόδιος ὑπουργὸς ἐδήλωσεν ὅτι ἡ κυβέρνησις ἔχει λάβει ὅλα τὰ ἀναγκαῖα μέτρα διὰ τὴν ἀντιμετώπισιν πάσης ἐνδεχομένης δυσχερείας, ἐπρόσθεσε δὲ ὅτι ἡ συνεργασία μετὰ τῶν συμμάχων χωρῶν παραμένει στενή.: [1081, 1236, 1225, 1383]
headline-churchill-film: Η «ΠΑΡΑΜΟΝΗ» ΘΑ ΓΥΡΙΣΗ ΤΗΝ ΖΩΗΝ ΤΟΥ κ. ΤΣΩΡΤΣΙΑ: [315, 1756, 467, 1778]
article-text: [159, 280, 308, 1107]
table-row: Βαθμὸς Β΄ ... 19,75: [627, 866, 706, 874]
divider: [315, 1049, 467, 1050]
salary-table: [627, 858, 775, 917]
article-text: ΑΘΗΝΑΙ, 26.—Ἡ ἀνακοίνωσις τῆς κυβερνήσεως ἐγένετο δεκτὴ μὲ ἱκανοποίησιν ὑπὸ τῶν ἁρμοδίων κύκλων, οἱ ὁποῖοι τονίζουν ὅτι ἡ κατάστασις παρακολουθεῖται στενῶς. Κατὰ πληροφορίας ἐξ ἀξιοπίστου πηγῆς, αἱ συνομιλίαι θὰ συνεχισθοῦν καὶ κατὰ τὰς προσεχεῖς ἡμέρας, ὁπότε ἀναμένεται νὰ ληφθοῦν αἱ τελικαὶ ἀποφάσεις ἐπὶ τοῦ ζητήματος. Ὁ ἁρμόδιος ὑπουργὸς ἐδήλωσεν ὅτι ἡ κυβέρνησις ἔχει λάβει ὅλα τὰ ἀναγκαῖα μέτρα διὰ τὴν ἀντιμετώπισιν πάσης ἐνδεχομένης δυσχερείας, ἐπρόσθεσε δὲ ὅτι ἡ συνεργασία μετὰ τῶν συμμάχων χωρῶν παραμένει στενή.: [475, 2239, 623, 2378]
article-text: ΑΘΗΝΑΙ, 26.—Ἡ ἀνακοίνωσις τῆς κυβερνήσεως ἐγένετο δεκτὴ μὲ ἱκανοποίησιν ὑπὸ τῶν ἁρμοδίων κύκλων, οἱ ὁποῖοι τονίζουν ὅτι ἡ κατάστασις παρακολουθεῖται στενῶς. Κατὰ πληροφορίας ἐξ ἀξιοπίστου πηγῆς, αἱ συνομιλίαι θὰ συνεχισθοῦν καὶ κατὰ τὰς προσεχεῖς ἡμέρας, ὁπότε ἀναμένεται νὰ ληφθοῦν αἱ τελικαὶ ἀποφάσεις ἐπὶ τοῦ ζητήματος. Ὁ ἁρμόδιος ὑπουργὸς ἐδήλωσεν ὅτι ἡ κυβέρνησις ἔχει λάβει ὅλα τὰ ἀναγκαῖα μέτρα διὰ τὴν ἀντιμετώπισιν πάσης ἐνδεχομένης δυσχερείας, ἐπρόσθεσε δὲ ὅτι ἡ συνεργασία μετὰ τῶν συμμάχων χωρῶν παραμένει στενή.: [6, 750, 155, 889]
subhead-casualties: ΤΡΕΙΣ ΝΕΚΡΟΙ, 30 ΤΡΑΥΜΑΤΙΑΙ: [994, 1042, 1163, 1056]
article-caracas-body: [932, 1075, 1225, 1383]
headline-flocks: ΑΠΕΔΕΚΑΤΙΣΘΗΣΑΝ ΤΑ ΠΟΙΜΝΙΑ ΕΙΣ ΒΑΛΚΑΙΝ: [336, 1053, 447, 1075]
section-subhead: Η ΠΑΡΟΥΣΙΑ ΤΩΝ ΒΕΛΓΩΝ: [1092, 1660, 1214, 1670]
article-text: ΑΘΗΝΑΙ, 26.—Ἡ ἀνακοίνωσις τῆς κυβερνήσεως ἐγένετο δεκτὴ μὲ ἱκανοποίησιν ὑπὸ τῶν ἁρμοδίων κύκλων, οἱ ὁποῖοι τονίζουν ὅτι ἡ κατάστασις παρακολουθεῖται στενῶς. Κατὰ πληροφορίας ἐξ ἀξιοπίστου πηγῆς, αἱ συνομιλίαι θὰ συνεχισθοῦν καὶ κατὰ τὰς προσεχεῖς ἡμέρας, ὁπότε ἀναμένεται νὰ ληφθοῦν αἱ τελικαὶ ἀποφάσεις ἐπὶ τοῦ ζητήματος. Ὁ ἁρμόδιος ὑπουργὸς ἐδήλωσεν ὅτι ἡ κυβέρνησις ἔχει λάβει ὅλα τὰ ἀναγκαῖα μέτρα διὰ τὴν ἀντιμετώπισιν πάσης ἐνδεχομένης δυσχερείας, ἐπρόσθεσε δὲ ὅτι ἡ συνεργασία μετὰ τῶν συμμάχων χωρῶν παραμένει στενή.: [315, 1078, 467, 1216]
article-text: [1081, 871, 1225, 1017]
article-text: ΑΘΗΝΑΙ, 26.—Ἡ ἀνακοίνωσις τῆς κυβερνήσεως ἐγένετο δεκτὴ μὲ ἱκανοποίησιν ὑπὸ τῶν ἁρμοδίων κύκλων, οἱ ὁποῖοι τονίζουν ὅτι ἡ κατάστασις παρακολουθεῖται στενῶς. Κατὰ πληροφορίας ἐξ ἀξιοπίστου πηγῆς, αἱ συνομιλίαι θὰ συνεχισθοῦν καὶ κατὰ τὰς προσεχεῖς ἡμέρας, ὁπότε ἀναμένεται νὰ ληφθοῦν αἱ τελικαὶ ἀποφάσεις ἐπὶ τοῦ ζητήματος. Ὁ ἁρμόδιος ὑπουργὸς ἐδήλωσεν ὅτι ἡ κυβέρνησις ἔχει λάβει ὅλα τὰ ἀναγκαῖα μέτρα διὰ τὴν ἀντιμετώπισιν πάσης ἐνδεχομένης δυσχερείας, ἐπρόσθεσε δὲ ὅτι ἡ συνεργασία μετὰ τῶν συμμάχων χωρῶν παραμένει στενή.: [780, 277, 926, 415]
article-text: ΑΘΗΝΑΙ, 26.—Ἡ ἀνακοίνωσις τῆς κυβερνήσεως ἐγένετο δεκτὴ μὲ ἱκανοποίησιν ὑπὸ τῶν ἁρμοδίων κύκλων, οἱ ὁποῖοι τονίζουν ὅτι ἡ κατάστασις παρακολουθεῖται στενῶς. Κατὰ πληροφορίας ἐξ ἀξιοπίστου πηγῆς, αἱ συνομιλίαι θὰ συνεχισθοῦν καὶ κατὰ τὰς προσεχεῖς ἡμέρας, ὁπότε ἀναμένεται νὰ ληφθοῦν αἱ τελικαὶ ἀποφάσεις ἐπὶ τοῦ ζητήματος. Ὁ ἁρμόδιος ὑπουργὸς ἐδήλωσεν ὅτι ἡ κυβέρνησις ἔχει λάβει ὅλα τὰ ἀναγκαῖα μέτρα διὰ τὴν ἀντιμετώπισιν πάσης ἐνδεχομένης δυσχερείας, ἐπρόσθεσε δὲ ὅτι ἡ συνεργασία μετὰ τῶν συμμάχων χωρῶν παραμένει στενή.: [1081, 1833, 1225, 1980]
article-text: ΑΘΗΝΑΙ, 26.—Ἡ ἀνακοίνωσις τῆς κυβερνήσεως ἐγένετο δεκτὴ μὲ ἱκανοποίησιν ὑπὸ τῶν ἁρμοδίων κύκλων, οἱ ὁποῖοι τονίζουν ὅτι ἡ κατάστασις παρακολουθεῖται στενῶς. Κατὰ πληροφορίας ἐξ ἀξιοπίστου πηγῆς, αἱ συνομιλίαι θὰ συνεχισθοῦν καὶ κατὰ τὰς προσεχεῖς ἡμέρας, ὁπότε ἀναμένεται νὰ ληφθοῦν αἱ τελικαὶ ἀποφάσεις ἐπὶ τοῦ ζητήματος. Ὁ ἁρμόδιος ὑπουργὸς ἐδήλωσεν ὅτι ἡ κυβέρνησις ἔχει λάβει ὅλα τὰ ἀναγκαῖα μέτρα διὰ τὴν ἀντιμετώπισιν πάσης ἐνδεχομένης δυσχερείας, ἐπρόσθεσε δὲ ὅτι ἡ συνεργασία μετὰ τῶν συμμάχων χωρῶν παραμένει στενή.: [6, 1325, 155, 1463]
headline-merten-lawyer: Ο ΔΙΚΗΓΟΡΟΣ ΤΟΥ ΜΑΞ ΜΕΡΤΕΝ ΕΔΗΛΩΣΕΝ ΟΤΙ ΘΑ ΚΑΤΑΤΕΘΗ ΜΕΧΡΙ ΤΗΣ ΠΑΡΑΣΚΕΥΗΣ Η ΜΗΝΥΣΙΣ ΚΑΤΑ ΤΗΣ κ. ΔΟΞΟΥΛΑΣ ΜΑΚΡΗ: [948, 424, 1209, 491]
article-text: ΑΘΗΝΑΙ, 26.—Ἡ ἀνακοίνωσις τῆς κυβερνήσεως ἐγένετο δεκτὴ μὲ ἱκανοποίησιν ὑπὸ τῶν ἁρμοδίων κύκλων, οἱ ὁποῖοι τονίζουν ὅτι ἡ κατάστασις παρακολουθεῖται στενῶς. Κατὰ πληροφορίας ἐξ ἀξιοπίστου πηγῆς, αἱ συνομιλίαι θὰ συνεχισθοῦν καὶ κατὰ τὰς προσεχεῖς ἡμέρας, ὁπότε ἀναμένεται νὰ ληφθοῦν αἱ τελικαὶ ἀποφάσεις ἐπὶ τοῦ ζητήματος. Ὁ ἁρμόδιος ὑπουργὸς ἐδήλωσεν ὅτι ἡ κυβέρνησις ἔχει λάβει ὅλα τὰ ἀναγκαῖα μέτρα διὰ τὴν ἀντιμετώπισιν πάσης ἐνδεχομένης δυσχερείας, ἐπρόσθεσε δὲ ὅτι ἡ συνεργασία μετὰ τῶν συμμάχων χωρῶν παραμένει στενή.: [6, 1504, 155, 1643]
divider: [6, 1784, 155, 1785]
divider: [932, 810, 1225, 812]
article-text: ΑΘΗΝΑΙ, 26.—Ἡ ἀνακοίνωσις τῆς κυβερνήσεως ἐγένετο δεκτὴ μὲ ἱκανοποίησιν ὑπὸ τῶν ἁρμοδίων κύκλων, οἱ ὁποῖοι τονίζουν ὅτι ἡ κατάστασις παρακολουθεῖται στενῶς. Κατὰ πληροφορίας ἐξ ἀξιοπίστου πηγῆς, αἱ συνομιλίαι θὰ συνεχισθοῦν καὶ κατὰ τὰς προσεχεῖς ἡμέρας, ὁπότε ἀναμένεται νὰ ληφθοῦν αἱ τελικαὶ ἀποφάσεις ἐπὶ τοῦ ζητήματος. Ὁ ἁρμόδιος ὑπουργὸς ἐδήλωσεν ὅτι ἡ κυβέρνησις ἔχει λάβει ὅλα τὰ ἀναγκαῖα μέτρα διὰ τὴν ἀντιμετώπισιν πάσης ἐνδεχομένης δυσχερείας, ἐπρόσθεσε δὲ ὅτι ἡ συνεργασία μετὰ τῶν συμμάχων χωρῶν παραμένει στενή.: [6, 322, 155, 460]
section-subhead: ΝΑ ΦΥΓΗ Ο ΝΤΑΓΙΑΛ: [1105, 1983, 1201, 1993]
article-text: ΑΘΗΝΑΙ, 26.—Ἡ ἀνακοίνωσις τῆς κυβερνήσεως ἐγένετο δεκτὴ μὲ ἱκανοποίησιν ὑπὸ τῶν ἁρμοδίων κύκλων, οἱ ὁποῖοι τονίζουν ὅτι ἡ κατάστασις παρακολουθεῖται στενῶς. Κατὰ πληροφορίας ἐξ ἀξιοπίστου πηγῆς, αἱ συνομιλίαι θὰ συνεχισθοῦν καὶ κατὰ τὰς προσεχεῖς ἡμέρας, ὁπότε ἀναμένεται νὰ ληφθοῦν αἱ τελικαὶ ἀποφάσεις ἐπὶ τοῦ ζητήματος. Ὁ ἁρμόδιος ὑπουργὸς ἐδήλωσεν ὅτι ἡ κυβέρνησις ἔχει λάβει ὅλα τὰ ἀναγκαῖα μέτρα διὰ τὴν ἀντιμετώπισιν πάσης ἐνδεχομένης δυσχερείας, ἐπρόσθεσε δὲ ὅτι ἡ συνεργασία μετὰ τῶν συμμάχων χωρῶν παραμένει στενή.: [315, 59, 467, 198]
article-text: ΑΘΗΝΑΙ, 26.—Ἡ ἀνακοίνωσις τῆς κυβερνήσεως ἐγένετο δεκτὴ μὲ ἱκανοποίησιν ὑπὸ τῶν ἁρμοδίων κύκλων, οἱ ὁποῖοι τονίζουν ὅτι ἡ κατάστασις παρακολουθεῖται στενῶς. Κατὰ πληροφορίας ἐξ ἀξιοπίστου πηγῆς, αἱ συνομιλίαι θὰ συνεχισθοῦν καὶ κατὰ τὰς προσεχεῖς ἡμέρας, ὁπότε ἀναμένεται νὰ ληφθοῦν αἱ τελικαὶ ἀποφάσεις ἐπὶ τοῦ ζητήματος. Ὁ ἁρμόδιος ὑπουργὸς ἐδήλωσεν ὅτι ἡ κυβέρνησις ἔχει λάβει ὅλα τὰ ἀναγκαῖα μέτρα διὰ τὴν ἀντιμετώπισιν πάσης ἐνδεχομένης δυσχερείας, ἐπρόσθεσε δὲ ὅτι ἡ συνεργασία μετὰ τῶν συμμάχων χωρῶν παραμένει στενή.: [315, 1429, 467, 1568]
section-subhead: Η ΔΙΟΙΚΗΣΙΣ ΤΗΣ Π.Ο.Σ.: [644, 1061, 758, 1070]
headline-ny-journalists: 6.000 ΔΗΜΟΣΙΟΓΡΑΦΟΙ ΤΗΣ Ν. ΥΟΡΚΗΣ ΘΑ ΚΑΤΕΛΘΟΥΝ ΕΙΣ ΑΠΕΡΓΙΑΝ: [952, 816, 1205, 849]
article-gold-body: [6, 2069, 308, 2360]
headline-box: [932, 76, 1225, 103]
article-text: [627, 139, 775, 582]
section-subhead: ΠΑΡΗΓΟΡΗΘΗ Ο ΝΤΕΝΚΤΑΣ: [327, 200, 456, 209]
article-text: ΑΘΗΝΑΙ, 26.—Ἡ ἀνακοίνωσις τῆς κυβερνήσεως ἐγένετο δεκτὴ μὲ ἱκανοποίησιν ὑπὸ τῶν ἁρμοδίων κύκλων, οἱ ὁποῖοι τονίζουν ὅτι ἡ κατάστασις παρακολουθεῖται στενῶς. Κατὰ πληροφορίας ἐξ ἀξιοπίστου πηγῆς, αἱ συνομιλίαι θὰ συνεχισθοῦν καὶ κατὰ τὰς προσεχεῖς ἡμέρας, ὁπότε ἀναμένεται νὰ ληφθοῦν αἱ τελικαὶ ἀποφάσεις ἐπὶ τοῦ ζητήματος. Ὁ ἁρμόδιος ὑπουργὸς ἐδήλωσεν ὅτι ἡ κυβέρνησις ἔχει λάβει ὅλα τὰ ἀναγκαῖα μέτρα διὰ τὴν ἀντιμετώπισιν πάσης ἐνδεχομένης δυσχερείας, ἐπρόσθεσε δὲ ὅτι ἡ συνεργασία μετὰ τῶν συμμάχων χωρῶν παραμένει στενή.: [1081, 1995, 1225, 2142]
article-text: ΑΘΗΝΑΙ, 26.—Ἡ ἀνακοίνωσις τῆς κυβερνήσεως ἐγένετο δεκτὴ μὲ ἱκανοποίησιν ὑπὸ τῶν ἁρμοδίων κύκλων, οἱ ὁποῖοι τονίζουν ὅτι ἡ κατάστασις παρακολουθεῖται στενῶς. Κατὰ πληροφορίας ἐξ ἀξιοπίστου πηγῆς, αἱ συνομιλίαι θὰ συνεχισθοῦν καὶ κατὰ τὰς προσεχεῖς ἡμέρας, ὁπότε ἀναμένεται νὰ ληφθοῦν αἱ τελικαὶ ἀποφάσεις ἐπὶ τοῦ ζητήματος. Ὁ ἁρμόδιος ὑπουργὸς ἐδήλωσεν ὅτι ἡ κυβέρνησις ἔχει λάβει ὅλα τὰ ἀναγκαῖα μέτρα διὰ τὴν ἀντιμετώπισιν πάσης ἐνδεχομένης δυσχερείας, ἐπρόσθεσε δὲ ὅτι ἡ συνεργασία μετὰ τῶν συμμάχων χωρῶν παραμένει στενή.: [784, 1511, 926, 1659]
column-rule: [929, 0, 930, 1863]
article-text: ΑΘΗΝΑΙ, 26.—Ἡ ἀνακοίνωσις τῆς κυβερνήσεως ἐγένετο δεκτὴ μὲ ἱκανοποίησιν ὑπὸ τῶν ἁρμοδίων κύκλων, οἱ ὁποῖοι τονίζουν ὅτι ἡ κατάστασις παρακολουθεῖται στενῶς. Κατὰ πληροφορίας ἐξ ἀξιοπίστου πηγῆς, αἱ συνομιλίαι θὰ συνεχισθοῦν καὶ κατὰ τὰς προσεχεῖς ἡμέρας, ὁπότε ἀναμένεται νὰ ληφθοῦν αἱ τελικαὶ ἀποφάσεις ἐπὶ τοῦ ζητήματος. Ὁ ἁρμόδιος ὑπουργὸς ἐδήλωσεν ὅτι ἡ κυβέρνησις ἔχει λάβει ὅλα τὰ ἀναγκαῖα μέτρα διὰ τὴν ἀντιμετώπισιν πάσης ἐνδεχομένης δυσχερείας, ἐπρόσθεσε δὲ ὅτι ἡ συνεργασία μετὰ τῶν συμμάχων χωρῶν παραμένει στενή.: [627, 2239, 775, 2378]
divider: [315, 1220, 467, 1221]
section-subhead: ΑΥΣΤΗΡΑ ΜΕΤΡΑ: [1114, 1225, 1192, 1234]
headline-us-prestige: ΔΕΝ ΘΑ ΔΗΜΟΣΙΕΥΘΗ Η ΕΚΘΕΣΙΣ ΔΙΑ ΤΟ ΚΥΡΟΣ ΤΩΝ ΗΝ. ΠΟΛΙΤΕΙΩΝ ΕΙΣ ΤΟ ΕΞΩΤΕΡΙΚΟΝ: [316, 7, 467, 55]
article-text: ΑΘΗΝΑΙ, 26.—Ἡ ἀνακοίνωσις τῆς κυβερνήσεως ἐγένετο δεκτὴ μὲ ἱκανοποίησιν ὑπὸ τῶν ἁρμοδίων κύκλων, οἱ ὁποῖοι τονίζουν ὅτι ἡ κατάστασις παρακολουθεῖται στενῶς. Κατὰ πληροφορίας ἐξ ἀξιοπίστου πηγῆς, αἱ συνομιλίαι θὰ συνεχισθοῦν καὶ κατὰ τὰς προσεχεῖς ἡμέρας, ὁπότε ἀναμένεται νὰ ληφθοῦν αἱ τελικαὶ ἀποφάσεις ἐπὶ τοῦ ζητήματος. Ὁ ἁρμόδιος ὑπουργὸς ἐδήλωσεν ὅτι ἡ κυβέρνησις ἔχει λάβει ὅλα τὰ ἀναγκαῖα μέτρα διὰ τὴν ἀντιμετώπισιν πάσης ἐνδεχομένης δυσχερείας, ἐπρόσθεσε δὲ ὅτι ἡ συνεργασία μετὰ τῶν συμμάχων χωρῶν παραμένει στενή.: [1081, 267, 1225, 414]
article-text: [627, 717, 775, 1998]
section-subhead: ΑΠΟΦΑΣΙΣ ΚΑΤΑ ΤΟΥ ΙΝΟΝΟΥ: [1084, 255, 1222, 264]
section-subhead: ΚΗΔΕΙΑ: [374, 2426, 409, 2435]
headline-salary: Διαφορὰν μισθοῦ ἀπὸ 2,25 ἕως 44,75 δραχμῶν λαμβάνουν μὲ τὴν περιβόητον αὔξησιν οἱ ὑπάλληλοι Ν. Π. Δημοσίου Δικαίου: [497, 593, 903, 711]
section-subhead: ΖΗΤΟΥΝ ΑΝΑΓΝΩΡΙΣΙΝ: [951, 1660, 1058, 1670]
section-subhead: ΕΝΤΟΝΟΣ ΔΥΣΦΟΡΙΑ: [109, 1109, 204, 1118]
article-text: ΑΘΗΝΑΙ, 26.—Ἡ ἀνακοίνωσις τῆς κυβερνήσεως ἐγένετο δεκτὴ μὲ ἱκανοποίησιν ὑπὸ τῶν ἁρμοδίων κύκλων, οἱ ὁποῖοι τονίζουν ὅτι ἡ κατάστασις παρακολουθεῖται στενῶς. Κατὰ πληροφορίας ἐξ ἀξιοπίστου πηγῆς, αἱ συνομιλίαι θὰ συνεχισθοῦν καὶ κατὰ τὰς προσεχεῖς ἡμέρας, ὁπότε ἀναμένεται νὰ ληφθοῦν αἱ τελικαὶ ἀποφάσεις ἐπὶ τοῦ ζητήματος. Ὁ ἁρμόδιος ὑπουργὸς ἐδήλωσεν ὅτι ἡ κυβέρνησις ἔχει λάβει ὅλα τὰ ἀναγκαῖα μέτρα διὰ τὴν ἀντιμετώπισιν πάσης ἐνδεχομένης δυσχερείας, ἐπρόσθεσε δὲ ὅτι ἡ συνεργασία μετὰ τῶν συμμάχων χωρῶν παραμένει στενή.: [6, 888, 155, 1026]
article-text: ΑΘΗΝΑΙ, 26.—Ἡ ἀνακοίνωσις τῆς κυβερνήσεως ἐγένετο δεκτὴ μὲ ἱκανοποίησιν ὑπὸ τῶν ἁρμοδίων κύκλων, οἱ ὁποῖοι τονίζουν ὅτι ἡ κατάστασις παρακολουθεῖται στενῶς. Κατὰ πληροφορίας ἐξ ἀξιοπίστου πηγῆς, αἱ συνομιλίαι θὰ συνεχισθοῦν καὶ κατὰ τὰς προσεχεῖς ἡμέρας, ὁπότε ἀναμένεται νὰ ληφθοῦν αἱ τελικαὶ ἀποφάσεις ἐπὶ τοῦ ζητήματος. Ὁ ἁρμόδιος ὑπουργὸς ἐδήλωσεν ὅτι ἡ κυβέρνησις ἔχει λάβει ὅλα τὰ ἀναγκαῖα μέτρα διὰ τὴν ἀντιμετώπισιν πάσης ἐνδεχομένης δυσχερείας, ἐπρόσθεσε δὲ ὅτι ἡ συνεργασία μετὰ τῶν συμμάχων χωρῶν παραμένει στενή.: [932, 1222, 1076, 1368]
headline-student-abduction: ΑΠΗΓΑΓΕ ΜΑΘΗΤΗΝ ΑΛΛ ΑΠΑΙΤΕΙΤΑΙ ΚΑΙ ΠΕΡΙΟΔΕΥΣΙΝ ΕΙΣ ΤΗΝ ΕΥΡΩΠΗΝ: [321, 1575, 461, 1607]
article-text: ΑΘΗΝΑΙ, 26.—Ἡ ἀνακοίνωσις τῆς κυβερνήσεως ἐγένετο δεκτὴ μὲ ἱκανοποίησιν ὑπὸ τῶν ἁρμοδίων κύκλων, οἱ ὁποῖοι τονίζουν ὅτι ἡ κατάστασις παρακολουθεῖται στενῶς. Κατὰ πληροφορίας ἐξ ἀξιοπίστου πηγῆς, αἱ συνομιλίαι θὰ συνεχισθοῦν καὶ κατὰ τὰς προσεχεῖς ἡμέρας, ὁπότε ἀναμένεται νὰ ληφθοῦν αἱ τελικαὶ ἀποφάσεις ἐπὶ τοῦ ζητήματος. Ὁ ἁρμόδιος ὑπουργὸς ἐδήλωσεν ὅτι ἡ κυβέρνησις ἔχει λάβει ὅλα τὰ ἀναγκαῖα μέτρα διὰ τὴν ἀντιμετώπισιν πάσης ἐνδεχομένης δυσχερείας, ἐπρόσθεσε δὲ ὅτι ἡ συνεργασία μετὰ τῶν συμμάχων χωρῶν παραμένει στενή.: [932, 1672, 1076, 1820]
divider: [784, 1484, 926, 1485]
article-text: ΑΘΗΝΑΙ, 26.—Ἡ ἀνακοίνωσις τῆς κυβερνήσεως ἐγένετο δεκτὴ μὲ ἱκανοποίησιν ὑπὸ τῶν ἁρμοδίων κύκλων, οἱ ὁποῖοι τονίζουν ὅτι ἡ κατάστασις παρακολουθεῖται στενῶς. Κατὰ πληροφορίας ἐξ ἀξιοπίστου πηγῆς, αἱ συνομιλίαι θὰ συνεχισθοῦν καὶ κατὰ τὰς προσεχεῖς ἡμέρας, ὁπότε ἀναμένεται νὰ ληφθοῦν αἱ τελικαὶ ἀποφάσεις ἐπὶ τοῦ ζητήματος. Ὁ ἁρμόδιος ὑπουργὸς ἐδήλωσεν ὅτι ἡ κυβέρνησις ἔχει λάβει ὅλα τὰ ἀναγκαῖα μέτρα διὰ τὴν ἀντιμετώπισιν πάσης ἐνδεχομένης δυσχερείας, ἐπρόσθεσε δὲ ὅτι ἡ συνεργασία μετὰ τῶν συμμάχων χωρῶν παραμένει στενή.: [780, 2116, 926, 2255]
article-text: [315, 1259, 467, 1397]
article-menderes-body: [932, 106, 1225, 414]
center-section: [475, 0, 926, 2407]
article-text: ΑΘΗΝΑΙ, 26.—Ἡ ἀνακοίνωσις τῆς κυβερνήσεως ἐγένετο δεκτὴ μὲ ἱκανοποίησιν ὑπὸ τῶν ἁρμοδίων κύκλων, οἱ ὁποῖοι τονίζουν ὅτι ἡ κατάστασις παρακολουθεῖται στενῶς. Κατὰ πληροφορίας ἐξ ἀξιοπίστου πηγῆς, αἱ συνομιλίαι θὰ συνεχισθοῦν καὶ κατὰ τὰς προσεχεῖς ἡμέρας, ὁπότε ἀναμένεται νὰ ληφθοῦν αἱ τελικαὶ ἀποφάσεις ἐπὶ τοῦ ζητήματος. Ὁ ἁρμόδιος ὑπουργὸς ἐδήλωσεν ὅτι ἡ κυβέρνησις ἔχει λάβει ὅλα τὰ ἀναγκαῖα μέτρα διὰ τὴν ἀντιμετώπισιν πάσης ἐνδεχομένης δυσχερείας, ἐπρόσθεσε δὲ ὅτι ἡ συνεργασία μετὰ τῶν συμμάχων χωρῶν παραμένει στενή.: [315, 2285, 467, 2423]
article-text: [6, 1187, 155, 1959]
article-text: ΑΘΗΝΑΙ, 26.—Ἡ ἀνακοίνωσις τῆς κυβερνήσεως ἐγένετο δεκτὴ μὲ ἱκανοποίησιν ὑπὸ τῶν ἁρμοδίων κύκλων, οἱ ὁποῖοι τονίζουν ὅτι ἡ κατάστασις παρακολουθεῖται στενῶς. Κατὰ πληροφορίας ἐξ ἀξιοπίστου πηγῆς, αἱ συνομιλίαι θὰ συνεχισθοῦν καὶ κατὰ τὰς προσεχεῖς ἡμέρας, ὁπότε ἀναμένεται νὰ ληφθοῦν αἱ τελικαὶ ἀποφάσεις ἐπὶ τοῦ ζητήματος. Ὁ ἁρμόδιος ὑπουργὸς ἐδήλωσεν ὅτι ἡ κυβέρνησις ἔχει λάβει ὅλα τὰ ἀναγκαῖα μέτρα διὰ τὴν ἀντιμετώπισιν πάσης ἐνδεχομένης δυσχερείας, ἐπρόσθεσε δὲ ὅτι ἡ συνεργασία μετὰ τῶν συμμάχων χωρῶν παραμένει στενή.: [159, 555, 308, 693]
subhead-colombia: ΔΥΟ ΟΙΚΟΓΕΝΕΙΑΙ ΕΠΟΛΕΜΗΣΑΝ ΜΕΤΑΞΥ ΤΩΝ...: [786, 726, 923, 746]
column-rule: [471, 0, 473, 1863]
article-text: ΑΘΗΝΑΙ, 26.—Ἡ ἀνακοίνωσις τῆς κυβερνήσεως ἐγένετο δεκτὴ μὲ ἱκανοποίησιν ὑπὸ τῶν ἁρμοδίων κύκλων, οἱ ὁποῖοι τονίζουν ὅτι ἡ κατάστασις παρακολουθεῖται στενῶς. Κατὰ πληροφορίας ἐξ ἀξιοπίστου πηγῆς, αἱ συνομιλίαι θὰ συνεχισθοῦν καὶ κατὰ τὰς προσεχεῖς ἡμέρας, ὁπότε ἀναμένεται νὰ ληφθοῦν αἱ τελικαὶ ἀποφάσεις ἐπὶ τοῦ ζητήματος. Ὁ ἁρμόδιος ὑπουργὸς ἐδήλωσεν ὅτι ἡ κυβέρνησις ἔχει λάβει ὅλα τὰ ἀναγκαῖα μέτρα διὰ τὴν ἀντιμετώπισιν πάσης ἐνδεχομένης δυσχερείας, ἐπρόσθεσε δὲ ὅτι ἡ συνεργασία μετὰ τῶν συμμάχων χωρῶν παραμένει στενή.: [6, 460, 155, 598]
article-text: ΑΘΗΝΑΙ, 26.—Ἡ ἀνακοίνωσις τῆς κυβερνήσεως ἐγένετο δεκτὴ μὲ ἱκανοποίησιν ὑπὸ τῶν ἁρμοδίων κύκλων, οἱ ὁποῖοι τονίζουν ὅτι ἡ κατάστασις παρακολουθεῖται στενῶς. Κατὰ πληροφορίας ἐξ ἀξιοπίστου πηγῆς, αἱ συνομιλίαι θὰ συνεχισθοῦν καὶ κατὰ τὰς προσεχεῖς ἡμέρας, ὁπότε ἀναμένεται νὰ ληφθοῦν αἱ τελικαὶ ἀποφάσεις ἐπὶ τοῦ ζητήματος. Ὁ ἁρμόδιος ὑπουργὸς ἐδήλωσεν ὅτι ἡ κυβέρνησις ἔχει λάβει ὅλα τὰ ἀναγκαῖα μέτρα διὰ τὴν ἀντιμετώπισιν πάσης ἐνδεχομένης δυσχερείας, ἐπρόσθεσε δὲ ὅτι ἡ συνεργασία μετὰ τῶν συμμάχων χωρῶν παραμένει στενή.: [1081, 106, 1225, 253]
section-subhead: ΠΡΟΣ ΣΤΕΝΗΝ ΣΥΝΕΡΓΑΣΙΑΝ: [784, 417, 921, 427]
article-text: ΑΘΗΝΑΙ, 26.—Ἡ ἀνακοίνωσις τῆς κυβερνήσεως ἐγένετο δεκτὴ μὲ ἱκανοποίησιν ὑπὸ τῶν ἁρμοδίων κύκλων, οἱ ὁποῖοι τονίζουν ὅτι ἡ κατάστασις παρακολουθεῖται στενῶς. Κατὰ πληροφορίας ἐξ ἀξιοπίστου πηγῆς, αἱ συνομιλίαι θὰ συνεχισθοῦν καὶ κατὰ τὰς προσεχεῖς ἡμέρας, ὁπότε ἀναμένεται νὰ ληφθοῦν αἱ τελικαὶ ἀποφάσεις ἐπὶ τοῦ ζητήματος. Ὁ ἁρμόδιος ὑπουργὸς ἐδήλωσεν ὅτι ἡ κυβέρνησις ἔχει λάβει ὅλα τὰ ἀναγκαῖα μέτρα διὰ τὴν ἀντιμετώπισιν πάσης ἐνδεχομένης δυσχερείας, ἐπρόσθεσε δὲ ὅτι ἡ συνεργασία μετὰ τῶν συμμάχων χωρῶν παραμένει στενή.: [784, 768, 926, 916]
headline-menderes: ΝΕΑ ΚΑΤΗΓΟΡΙΑ ΑΠΗΓΓΕΛΘΗ ΧΘΕΣ ΚΑΤΑ ΤΩΝ ΜΕΝΤΕΡΕΣ ΚΑΙ ΜΠΑΓΙΑΡ ΔΙΑ ΤΑΣ ΤΑΡΑΧΑΣ ΤΟΥ ΑΠΡΙΛΙΟΥ: [933, 6, 1224, 72]
article-text: ΑΘΗΝΑΙ, 26.—Ἡ ἀνακοίνωσις τῆς κυβερνήσεως ἐγένετο δεκτὴ μὲ ἱκανοποίησιν ὑπὸ τῶν ἁρμοδίων κύκλων, οἱ ὁποῖοι τονίζουν ὅτι ἡ κατάστασις παρακολουθεῖται στενῶς. Κατὰ πληροφορίας ἐξ ἀξιοπίστου πηγῆς, αἱ συνομιλίαι θὰ συνεχισθοῦν καὶ κατὰ τὰς προσεχεῖς ἡμέρας, ὁπότε ἀναμένεται νὰ ληφθοῦν αἱ τελικαὶ ἀποφάσεις ἐπὶ τοῦ ζητήματος. Ὁ ἁρμόδιος ὑπουργὸς ἐδήλωσεν ὅτι ἡ κυβέρνησις ἔχει λάβει ὅλα τὰ ἀναγκαῖα μέτρα διὰ τὴν ἀντιμετώπισιν πάσης ἐνδεχομένης δυσχερείας, ἐπρόσθεσε δὲ ὅτι ἡ συνεργασία μετὰ τῶν συμμάχων χωρῶν παραμένει στενή.: [627, 919, 775, 1058]
article-mobutu-body: [932, 1511, 1225, 2141]
column-5: [932, 0, 1225, 2142]
subhead-pay-raise: ΖΗΤΟΥΝ ΑΥΞΗΣΙΝ ΤΩΝ ΑΠΟΔΟΧΩΝ: [976, 849, 1181, 867]
article-text: [932, 513, 1076, 806]
headline-china-volunteers: Η ΚΟΜΜΟΥΝΙΣΤΙΚΗ ΚΙΝΑ ΕΚΠΑΙΔΕΥΕΙ ΕΙΣ ΤΗΝ ΧΑ-Ι-ΝΑΝ ΚΑΙ ΤΟ ΦΟΥΚΙΕΝ 25.000 ΕΘΕΛΟΝΤΑΣ ΔΙΑ ΤΟ ΑΛΓΕΡΙΟΝ: [490, 2006, 910, 2097]
article-text: ΑΘΗΝΑΙ, 26.—Ἡ ἀνακοίνωσις τῆς κυβερνήσεως ἐγένετο δεκτὴ μὲ ἱκανοποίησιν ὑπὸ τῶν ἁρμοδίων κύκλων, οἱ ὁποῖοι τονίζουν ὅτι ἡ κατάστασις παρακολουθεῖται στενῶς. Κατὰ πληροφορίας ἐξ ἀξιοπίστου πηγῆς, αἱ συνομιλίαι θὰ συνεχισθοῦν καὶ κατὰ τὰς προσεχεῖς ἡμέρας, ὁπότε ἀναμένεται νὰ ληφθοῦν αἱ τελικαὶ ἀποφάσεις ἐπὶ τοῦ ζητήματος. Ὁ ἁρμόδιος ὑπουργὸς ἐδήλωσεν ὅτι ἡ κυβέρνησις ἔχει λάβει ὅλα τὰ ἀναγκαῖα μέτρα διὰ τὴν ἀντιμετώπισιν πάσης ἐνδεχομένης δυσχερείας, ἐπρόσθεσε δὲ ὅτι ἡ συνεργασία μετὰ τῶν συμμάχων χωρῶν παραμένει στενή.: [315, 364, 467, 503]
subhead-colombia-2: ΤΟ ΕΦΟΝΕΥΘΗΣΑΝ ΚΑΤΑ ΤΗΝ ΜΑΧΗΝ: [793, 746, 917, 766]
divider: [932, 1388, 1225, 1389]
article-text: ΑΘΗΝΑΙ, 26.—Ἡ ἀνακοίνωσις τῆς κυβερνήσεως ἐγένετο δεκτὴ μὲ ἱκανοποίησιν ὑπὸ τῶν ἁρμοδίων κύκλων, οἱ ὁποῖοι τονίζουν ὅτι ἡ κατάστασις παρακολουθεῖται στενῶς. Κατὰ πληροφορίας ἐξ ἀξιοπίστου πηγῆς, αἱ συνομιλίαι θὰ συνεχισθοῦν καὶ κατὰ τὰς προσεχεῖς ἡμέρας, ὁπότε ἀναμένεται νὰ ληφθοῦν αἱ τελικαὶ ἀποφάσεις ἐπὶ τοῦ ζητήματος. Ὁ ἁρμόδιος ὑπουργὸς ἐδήλωσεν ὅτι ἡ κυβέρνησις ἔχει λάβει ὅλα τὰ ἀναγκαῖα μέτρα διὰ τὴν ἀντιμετώπισιν πάσης ἐνδεχομένης δυσχερείας, ἐπρόσθεσε δὲ ὅτι ἡ συνεργασία μετὰ τῶν συμμάχων χωρῶν παραμένει στενή.: [932, 871, 1076, 1018]
article-text: [159, 2069, 308, 2360]
article-text: [780, 2102, 926, 2407]
divider: [315, 2093, 467, 2094]
article-text: ΑΘΗΝΑΙ, 26.—Ἡ ἀνακοίνωσις τῆς κυβερνήσεως ἐγένετο δεκτὴ μὲ ἱκανοποίησιν ὑπὸ τῶν ἁρμοδίων κύκλων, οἱ ὁποῖοι τονίζουν ὅτι ἡ κατάστασις παρακολουθεῖται στενῶς. Κατὰ πληροφορίας ἐξ ἀξιοπίστου πηγῆς, αἱ συνομιλίαι θὰ συνεχισθοῦν καὶ κατὰ τὰς προσεχεῖς ἡμέρας, ὁπότε ἀναμένεται νὰ ληφθοῦν αἱ τελικαὶ ἀποφάσεις ἐπὶ τοῦ ζητήματος. Ὁ ἁρμόδιος ὑπουργὸς ἐδήλωσεν ὅτι ἡ κυβέρνησις ἔχει λάβει ὅλα τὰ ἀναγκαῖα μέτρα διὰ τὴν ἀντιμετώπισιν πάσης ἐνδεχομένης δυσχερείας, ἐπρόσθεσε δὲ ὅτι ἡ συνεργασία μετὰ τῶν συμμάχων χωρῶν παραμένει στενή.: [1081, 1672, 1225, 1820]
article-text: ΑΘΗΝΑΙ, 26.—Ἡ ἀνακοίνωσις τῆς κυβερνήσεως ἐγένετο δεκτὴ μὲ ἱκανοποίησιν ὑπὸ τῶν ἁρμοδίων κύκλων, οἱ ὁποῖοι τονίζουν ὅτι ἡ κατάστασις παρακολουθεῖται στενῶς. Κατὰ πληροφορίας ἐξ ἀξιοπίστου πηγῆς, αἱ συνομιλίαι θὰ συνεχισθοῦν καὶ κατὰ τὰς προσεχεῖς ἡμέρας, ὁπότε ἀναμένεται νὰ ληφθοῦν αἱ τελικαὶ ἀποφάσεις ἐπὶ τοῦ ζητήματος. Ὁ ἁρμόδιος ὑπουργὸς ἐδήλωσεν ὅτι ἡ κυβέρνησις ἔχει λάβει ὅλα τὰ ἀναγκαῖα μέτρα διὰ τὴν ἀντιμετώπισιν πάσης ἐνδεχομένης δυσχερείας, ἐπρόσθεσε δὲ ὅτι ἡ συνεργασία μετὰ τῶν συμμάχων χωρῶν παραμένει στενή.: [784, 1690, 926, 1836]
headline-russian-technicians: ΡΩΣΟΙ ΤΕΧΝΙΚΟΙ ΑΦΙΧΘΗΣΑΝ ΕΙΣ ΔΑΜΑΣΚΟΝ: [789, 1101, 921, 1122]
article-text: ΑΘΗΝΑΙ, 26.—Ἡ ἀνακοίνωσις τῆς κυβερνήσεως ἐγένετο δεκτὴ μὲ ἱκανοποίησιν ὑπὸ τῶν ἁρμοδίων κύκλων, οἱ ὁποῖοι τονίζουν ὅτι ἡ κατάστασις παρακολουθεῖται στενῶς. Κατὰ πληροφορίας ἐξ ἀξιοπίστου πηγῆς, αἱ συνομιλίαι θὰ συνεχισθοῦν καὶ κατὰ τὰς προσεχεῖς ἡμέρας, ὁπότε ἀναμένεται νὰ ληφθοῦν αἱ τελικαὶ ἀποφάσεις ἐπὶ τοῦ ζητήματος. Ὁ ἁρμόδιος ὑπουργὸς ἐδήλωσεν ὅτι ἡ κυβέρνησις ἔχει λάβει ὅλα τὰ ἀναγκαῖα μέτρα διὰ τὴν ἀντιμετώπισιν πάσης ἐνδεχομένης δυσχερείας, ἐπρόσθεσε δὲ ὅτι ἡ συνεργασία μετὰ τῶν συμμάχων χωρῶν παραμένει στενή.: [159, 1325, 308, 1463]
section-subhead: ΔΙΑΣΦΑΛΙΣΕΙΣ ΤΟΥ ΛΑΟΥ: [643, 280, 759, 289]
headline-afghan-king: Ο ΒΑΣΙΛΕΥΣ ΤΟΥ ΑΦΓΑΝΙΣΤΑΝ ΕΙΣ ΔΑΜΑΣΚΟΝ: [320, 1404, 463, 1427]
article-text: ΑΘΗΝΑΙ, 26.—Ἡ ἀνακοίνωσις τῆς κυβερνήσεως ἐγένετο δεκτὴ μὲ ἱκανοποίησιν ὑπὸ τῶν ἁρμοδίων κύκλων, οἱ ὁποῖοι τονίζουν ὅτι ἡ κατάστασις παρακολουθεῖται στενῶς. Κατὰ πληροφορίας ἐξ ἀξιοπίστου πηγῆς, αἱ συνομιλίαι θὰ συνεχισθοῦν καὶ κατὰ τὰς προσεχεῖς ἡμέρας, ὁπότε ἀναμένεται νὰ ληφθοῦν αἱ τελικαὶ ἀποφάσεις ἐπὶ τοῦ ζητήματος. Ὁ ἁρμόδιος ὑπουργὸς ἐδήλωσεν ὅτι ἡ κυβέρνησις ἔχει λάβει ὅλα τὰ ἀναγκαῖα μέτρα διὰ τὴν ἀντιμετώπισιν πάσης ἐνδεχομένης δυσχερείας, ἐπρόσθεσε δὲ ὅτι ἡ συνεργασία μετὰ τῶν συμμάχων χωρῶν παραμένει στενή.: [159, 2206, 308, 2345]
article-text: [6, 280, 155, 1107]
article-text: ΑΘΗΝΑΙ, 26.—Ἡ ἀνακοίνωσις τῆς κυβερνήσεως ἐγένετο δεκτὴ μὲ ἱκανοποίησιν ὑπὸ τῶν ἁρμοδίων κύκλων, οἱ ὁποῖοι τονίζουν ὅτι ἡ κατάστασις παρακολουθεῖται στενῶς. Κατὰ πληροφορίας ἐξ ἀξιοπίστου πηγῆς, αἱ συνομιλίαι θὰ συνεχισθοῦν καὶ κατὰ τὰς προσεχεῖς ἡμέρας, ὁπότε ἀναμένεται νὰ ληφθοῦν αἱ τελικαὶ ἀποφάσεις ἐπὶ τοῦ ζητήματος. Ὁ ἁρμόδιος ὑπουργὸς ἐδήλωσεν ὅτι ἡ κυβέρνησις ἔχει λάβει ὅλα τὰ ἀναγκαῖα μέτρα διὰ τὴν ἀντιμετώπισιν πάσης ἐνδεχομένης δυσχερείας, ἐπρόσθεσε δὲ ὅτι ἡ συνεργασία μετὰ τῶν συμμάχων χωρῶν παραμένει στενή.: [627, 291, 775, 430]
headline-satellite: ΑΠΕΤΥΧΕΝ ΑΠΟΠΕΙΡΑ ΘΕΣΕΩΣ ΕΙΣ ΤΡΟΧΙΑΝ ΤΟΥ ΔΟΡΥΦΟΡΟΥ «ΝΤΙΣΚΟΒΕΡΕΡ 16»: [9, 1470, 151, 1502]
article-text: [475, 2102, 623, 2407]
headline-makarios: Ο ΜΑΚΑΡΙΟΣ ΕΚΦΡΑΖΕΙ ΤΗΝ ΑΝΤΙΘΕΣΙΝ ΚΑΙ ΤΗΝ ΑΝΗΣΥΧΙΑΝ ΟΛΩΝ ΤΩΝ ΚΥΠΡΙΩΝ ΔΙΑ ΤΟ ΕΝΔΕΧΟΜΕΝΟΝ ΑΠΟΘΗΚΕΥΣΕΩΣ ΘΕΡΜΟΠΥΡΗΝΙΚΩΝ ΟΠΛΩΝ ΕΙΣ ΤΗΝ ΝΗΣΟΝ: [14, 6, 300, 216]
subhead-cyprus-parliament: Ἠλεκτρισμένη ἡ ἀτμόσφαιρα εἰς τὴν κυπριακὴν βουλὴν: [141, 218, 304, 274]
headline-washington: Η ΟΥΑΣΙΓΚΤΩΝ ΑΝΘΙΣΤΑΤΑΙ ΣΘΕΝΑΡΩΣ ΕΙΣ ΟΛΑΣ ΤΑΣ ΑΝΥΨΩΤΙΚΑΣ ΔΙΑΘΕΣΕΙΣ: [25, 2029, 288, 2064]
table-row: Βαθμὸς Α΄ ... 27,70: [627, 857, 706, 866]
article-text: ΑΘΗΝΑΙ, 26.—Ἡ ἀνακοίνωσις τῆς κυβερνήσεως ἐγένετο δεκτὴ μὲ ἱκανοποίησιν ὑπὸ τῶν ἁρμοδίων κύκλων, οἱ ὁποῖοι τονίζουν ὅτι ἡ κατάστασις παρακολουθεῖται στενῶς. Κατὰ πληροφορίας ἐξ ἀξιοπίστου πηγῆς, αἱ συνομιλίαι θὰ συνεχισθοῦν καὶ κατὰ τὰς προσεχεῖς ἡμέρας, ὁπότε ἀναμένεται νὰ ληφθοῦν αἱ τελικαὶ ἀποφάσεις ἐπὶ τοῦ ζητήματος. Ὁ ἁρμόδιος ὑπουργὸς ἐδήλωσεν ὅτι ἡ κυβέρνησις ἔχει λάβει ὅλα τὰ ἀναγκαῖα μέτρα διὰ τὴν ἀντιμετώπισιν πάσης ἐνδεχομένης δυσχερείας, ἐπρόσθεσε δὲ ὅτι ἡ συνεργασία μετὰ τῶν συμμάχων χωρῶν παραμένει στενή.: [159, 2069, 308, 2207]
article-text: [932, 871, 1076, 1017]
divider: [475, 2003, 926, 2004]
headline-argentina-quake: ΙΣΧΥΡΟΣ ΣΕΙΣΜΟΣ ΑΝΕΥ ΘΥΜΑΤΩΝ ΕΙΣ ΑΡΓΕΝΤΙΝΗΝ: [792, 922, 918, 944]
headline-eichmann: Ο Α-Ι-ΧΜΑΝ ΑΠΕΙΛΕΙ ΝΑ ΠΡΟΒΗ ΕΙΣ ΑΠΟΚΑΛΥΨΕΙΣ: [317, 1926, 466, 1949]
article-text: ΑΘΗΝΑΙ, 26.—Ἡ ἀνακοίνωσις τῆς κυβερνήσεως ἐγένετο δεκτὴ μὲ ἱκανοποίησιν ὑπὸ τῶν ἁρμοδίων κύκλων, οἱ ὁποῖοι τονίζουν ὅτι ἡ κατάστασις παρακολουθεῖται στενῶς. Κατὰ πληροφορίας ἐξ ἀξιοπίστου πηγῆς, αἱ συνομιλίαι θὰ συνεχισθοῦν καὶ κατὰ τὰς προσεχεῖς ἡμέρας, ὁπότε ἀναμένεται νὰ ληφθοῦν αἱ τελικαὶ ἀποφάσεις ἐπὶ τοῦ ζητήματος. Ὁ ἁρμόδιος ὑπουργὸς ἐδήλωσεν ὅτι ἡ κυβέρνησις ἔχει λάβει ὅλα τὰ ἀναγκαῖα μέτρα διὰ τὴν ἀντιμετώπισιν πάσης ἐνδεχομένης δυσχερείας, ἐπρόσθεσε δὲ ὅτι ἡ συνεργασία μετὰ τῶν συμμάχων χωρῶν παραμένει στενή.: [627, 2102, 775, 2240]
article-text: [784, 1512, 926, 1658]
headline-hague: ΤΡΕΙΣ ΣΥΜΒΑΣΕΙΣ ΥΠΕΓΡΑΦΗΣΑΝ Η ΕΛΛΑΣ ΕΙΣ ΤΗΝ ΧΑΓΗΝ: [324, 1223, 459, 1256]
article-text: [315, 1952, 467, 2089]
column-1: [6, 0, 308, 2359]
article-text: [1081, 1511, 1225, 2141]
divider: [315, 687, 467, 688]
article-text: ΑΘΗΝΑΙ, 26.—Ἡ ἀνακοίνωσις τῆς κυβερνήσεως ἐγένετο δεκτὴ μὲ ἱκανοποίησιν ὑπὸ τῶν ἁρμοδίων κύκλων, οἱ ὁποῖοι τονίζουν ὅτι ἡ κατάστασις παρακολουθεῖται στενῶς. Κατὰ πληροφορίας ἐξ ἀξιοπίστου πηγῆς, αἱ συνομιλίαι θὰ συνεχισθοῦν καὶ κατὰ τὰς προσεχεῖς ἡμέρας, ὁπότε ἀναμένεται νὰ ληφθοῦν αἱ τελικαὶ ἀποφάσεις ἐπὶ τοῦ ζητήματος. Ὁ ἁρμόδιος ὑπουργὸς ἐδήλωσεν ὅτι ἡ κυβέρνησις ἔχει λάβει ὅλα τὰ ἀναγκαῖα μέτρα διὰ τὴν ἀντιμετώπισιν πάσης ἐνδεχομένης δυσχερείας, ἐπρόσθεσε δὲ ὅτι ἡ συνεργασία μετὰ τῶν συμμάχων χωρῶν παραμένει στενή.: [780, 2269, 926, 2407]
divider: [784, 1662, 926, 1663]
subhead-looting: κατόπιν τῶν λῃστειῶν τὰς ὁποίας διέπραξαν: [937, 1461, 1220, 1503]
article-text: ΑΘΗΝΑΙ, 26.—Ἡ ἀνακοίνωσις τῆς κυβερνήσεως ἐγένετο δεκτὴ μὲ ἱκανοποίησιν ὑπὸ τῶν ἁρμοδίων κύκλων, οἱ ὁποῖοι τονίζουν ὅτι ἡ κατάστασις παρακολουθεῖται στενῶς. Κατὰ πληροφορίας ἐξ ἀξιοπίστου πηγῆς, αἱ συνομιλίαι θὰ συνεχισθοῦν καὶ κατὰ τὰς προσεχεῖς ἡμέρας, ὁπότε ἀναμένεται νὰ ληφθοῦν αἱ τελικαὶ ἀποφάσεις ἐπὶ τοῦ ζητήματος. Ὁ ἁρμόδιος ὑπουργὸς ἐδήλωσεν ὅτι ἡ κυβέρνησις ἔχει λάβει ὅλα τὰ ἀναγκαῖα μέτρα διὰ τὴν ἀντιμετώπισιν πάσης ἐνδεχομένης δυσχερείας, ἐπρόσθεσε δὲ ὅτι ἡ συνεργασία μετὰ τῶν συμμάχων χωρῶν παραμένει στενή.: [159, 279, 308, 417]
article-text: ΑΘΗΝΑΙ, 26.—Ἡ ἀνακοίνωσις τῆς κυβερνήσεως ἐγένετο δεκτὴ μὲ ἱκανοποίησιν ὑπὸ τῶν ἁρμοδίων κύκλων, οἱ ὁποῖοι τονίζουν ὅτι ἡ κατάστασις παρακολουθεῖται στενῶς. Κατὰ πληροφορίας ἐξ ἀξιοπίστου πηγῆς, αἱ συνομιλίαι θὰ συνεχισθοῦν καὶ κατὰ τὰς προσεχεῖς ἡμέρας, ὁπότε ἀναμένεται νὰ ληφθοῦν αἱ τελικαὶ ἀποφάσεις ἐπὶ τοῦ ζητήματος. Ὁ ἁρμόδιος ὑπουργὸς ἐδήλωσεν ὅτι ἡ κυβέρνησις ἔχει λάβει ὅλα τὰ ἀναγκαῖα μέτρα διὰ τὴν ἀντιμετώπισιν πάσης ἐνδεχομένης δυσχερείας, ἐπρόσθεσε δὲ ὅτι ἡ συνεργασία μετὰ τῶν συμμάχων χωρῶν παραμένει στενή.: [784, 1145, 926, 1292]
subhead-first-unit: Ἡ πρώτη ὁμάς, δυνάμεως 200 στρατιωτῶν ἀφίχθη χθὲς ὡς προπομπὸς τῶν εἰς Γαλλίαν: [514, 98, 886, 133]
article-text: ΑΘΗΝΑΙ, 26.—Ἡ ἀνακοίνωσις τῆς κυβερνήσεως ἐγένετο δεκτὴ μὲ ἱκανοποίησιν ὑπὸ τῶν ἁρμοδίων κύκλων, οἱ ὁποῖοι τονίζουν ὅτι ἡ κατάστασις παρακολουθεῖται στενῶς. Κατὰ πληροφορίας ἐξ ἀξιοπίστου πηγῆς, αἱ συνομιλίαι θὰ συνεχισθοῦν καὶ κατὰ τὰς προσεχεῖς ἡμέρας, ὁπότε ἀναμένεται νὰ ληφθοῦν αἱ τελικαὶ ἀποφάσεις ἐπὶ τοῦ ζητήματος. Ὁ ἁρμόδιος ὑπουργὸς ἐδήλωσεν ὅτι ἡ κυβέρνησις ἔχει λάβει ὅλα τὰ ἀναγκαῖα μέτρα διὰ τὴν ἀντιμετώπισιν πάσης ἐνδεχομένης δυσχερείας, ἐπρόσθεσε δὲ ὅτι ἡ συνεργασία μετὰ τῶν συμμάχων χωρῶν παραμένει στενή.: [315, 1781, 467, 1920]
article-text: ΑΘΗΝΑΙ, 26.—Ἡ ἀνακοίνωσις τῆς κυβερνήσεως ἐγένετο δεκτὴ μὲ ἱκανοποίησιν ὑπὸ τῶν ἁρμοδίων κύκλων, οἱ ὁποῖοι τονίζουν ὅτι ἡ κατάστασις παρακολουθεῖται στενῶς. Κατὰ πληροφορίας ἐξ ἀξιοπίστου πηγῆς, αἱ συνομιλίαι θὰ συνεχισθοῦν καὶ κατὰ τὰς προσεχεῖς ἡμέρας, ὁπότε ἀναμένεται νὰ ληφθοῦν αἱ τελικαὶ ἀποφάσεις ἐπὶ τοῦ ζητήματος. Ὁ ἁρμόδιος ὑπουργὸς ἐδήλωσεν ὅτι ἡ κυβέρνησις ἔχει λάβει ὅλα τὰ ἀναγκαῖα μέτρα διὰ τὴν ἀντιμετώπισιν πάσης ἐνδεχομένης δυσχερείας, ἐπρόσθεσε δὲ ὅτι ἡ συνεργασία μετὰ τῶν συμμάχων χωρῶν παραμένει στενή.: [159, 417, 308, 555]
subhead-prosecutor: Ὁ εἰσαγγελεὺς ζητεῖ ἀδῶσιν τοῦ Μόρτκα: [940, 492, 1217, 508]
section-subhead: ΑΙ ΣΥΝΤΑΞΕΙΣ: [516, 995, 582, 1005]
article-text: [6, 2069, 155, 2360]
subhead-averoff: ΑΝΑΧΩΡΕΙ ΕΙΣ ΠΑΡΙΣΙΟΥΣ Ο κ. ΑΒΕΡΩΦ: [45, 1165, 268, 1182]
article-text: [1081, 1075, 1225, 1383]
article-text: [784, 1334, 926, 1480]
article-text: ΑΘΗΝΑΙ, 26.—Ἡ ἀνακοίνωσις τῆς κυβερνήσεως ἐγένετο δεκτὴ μὲ ἱκανοποίησιν ὑπὸ τῶν ἁρμοδίων κύκλων, οἱ ὁποῖοι τονίζουν ὅτι ἡ κατάστασις παρακολουθεῖται στενῶς. Κατὰ πληροφορίας ἐξ ἀξιοπίστου πηγῆς, αἱ συνομιλίαι θὰ συνεχισθοῦν καὶ κατὰ τὰς προσεχεῖς ἡμέρας, ὁπότε ἀναμένεται νὰ ληφθοῦν αἱ τελικαὶ ἀποφάσεις ἐπὶ τοῦ ζητήματος. Ὁ ἁρμόδιος ὑπουργὸς ἐδήλωσεν ὅτι ἡ κυβέρνησις ἔχει λάβει ὅλα τὰ ἀναγκαῖα μέτρα διὰ τὴν ἀντιμετώπισιν πάσης ἐνδεχομένης δυσχερείας, ἐπρόσθεσε δὲ ὅτι ἡ συνεργασία μετὰ τῶν συμμάχων χωρῶν παραμένει στενή.: [6, 1822, 155, 1960]
divider: [6, 1122, 308, 1124]
article-text: ΑΘΗΝΑΙ, 26.—Ἡ ἀνακοίνωσις τῆς κυβερνήσεως ἐγένετο δεκτὴ μὲ ἱκανοποίησιν ὑπὸ τῶν ἁρμοδίων κύκλων, οἱ ὁποῖοι τονίζουν ὅτι ἡ κατάστασις παρακολουθεῖται στενῶς. Κατὰ πληροφορίας ἐξ ἀξιοπίστου πηγῆς, αἱ συνομιλίαι θὰ συνεχισθοῦν καὶ κατὰ τὰς προσεχεῖς ἡμέρας, ὁπότε ἀναμένεται νὰ ληφθοῦν αἱ τελικαὶ ἀποφάσεις ἐπὶ τοῦ ζητήματος. Ὁ ἁρμόδιος ὑπουργὸς ἐδήλωσεν ὅτι ἡ κυβέρνησις ἔχει λάβει ὅλα τὰ ἀναγκαῖα μέτρα διὰ τὴν ἀντιμετώπισιν πάσης ἐνδεχομένης δυσχερείας, ἐπρόσθεσε δὲ ὅτι ἡ συνεργασία μετὰ τῶν συμμάχων χωρῶν παραμένει στενή.: [475, 1159, 623, 1298]
article-ny-body: [932, 871, 1225, 1017]
article-text: ΑΘΗΝΑΙ, 26.—Ἡ ἀνακοίνωσις τῆς κυβερνήσεως ἐγένετο δεκτὴ μὲ ἱκανοποίησιν ὑπὸ τῶν ἁρμοδίων κύκλων, οἱ ὁποῖοι τονίζουν ὅτι ἡ κατάστασις παρακολουθεῖται στενῶς. Κατὰ πληροφορίας ἐξ ἀξιοπίστου πηγῆς, αἱ συνομιλίαι θὰ συνεχισθοῦν καὶ κατὰ τὰς προσεχεῖς ἡμέρας, ὁπότε ἀναμένεται νὰ ληφθοῦν αἱ τελικαὶ ἀποφάσεις ἐπὶ τοῦ ζητήματος. Ὁ ἁρμόδιος ὑπουργὸς ἐδήλωσεν ὅτι ἡ κυβέρνησις ἔχει λάβει ὅλα τὰ ἀναγκαῖα μέτρα διὰ τὴν ἀντιμετώπισιν πάσης ἐνδεχομένης δυσχερείας, ἐπρόσθεσε δὲ ὅτι ἡ συνεργασία μετὰ τῶν συμμάχων χωρῶν παραμένει στενή.: [932, 252, 1076, 399]
article-text: ΑΘΗΝΑΙ, 26.—Ἡ ἀνακοίνωσις τῆς κυβερνήσεως ἐγένετο δεκτὴ μὲ ἱκανοποίησιν ὑπὸ τῶν ἁρμοδίων κύκλων, οἱ ὁποῖοι τονίζουν ὅτι ἡ κατάστασις παρακολουθεῖται στενῶς. Κατὰ πληροφορίας ἐξ ἀξιοπίστου πηγῆς, αἱ συνομιλίαι θὰ συνεχισθοῦν καὶ κατὰ τὰς προσεχεῖς ἡμέρας, ὁπότε ἀναμένεται νὰ ληφθοῦν αἱ τελικαὶ ἀποφάσεις ἐπὶ τοῦ ζητήματος. Ὁ ἁρμόδιος ὑπουργὸς ἐδήλωσεν ὅτι ἡ κυβέρνησις ἔχει λάβει ὅλα τὰ ἀναγκαῖα μέτρα διὰ τὴν ἀντιμετώπισιν πάσης ἐνδεχομένης δυσχερείας, ἐπρόσθεσε δὲ ὅτι ἡ συνεργασία μετὰ τῶν συμμάχων χωρῶν παραμένει στενή.: [315, 1951, 467, 2090]
section-subhead: ΑΝΑΚΟΙΝΩΣΙΣ ΤΗΣ ΑΔΕΔΥ: [488, 1148, 610, 1157]
article-text: [315, 1781, 467, 1919]
article-text: ΑΘΗΝΑΙ, 26.—Ἡ ἀνακοίνωσις τῆς κυβερνήσεως ἐγένετο δεκτὴ μὲ ἱκανοποίησιν ὑπὸ τῶν ἁρμοδίων κύκλων, οἱ ὁποῖοι τονίζουν ὅτι ἡ κατάστασις παρακολουθεῖται στενῶς. Κατὰ πληροφορίας ἐξ ἀξιοπίστου πηγῆς, αἱ συνομιλίαι θὰ συνεχισθοῦν καὶ κατὰ τὰς προσεχεῖς ἡμέρας, ὁπότε ἀναμένεται νὰ ληφθοῦν αἱ τελικαὶ ἀποφάσεις ἐπὶ τοῦ ζητήματος. Ὁ ἁρμόδιος ὑπουργὸς ἐδήλωσεν ὅτι ἡ κυβέρνησις ἔχει λάβει ὅλα τὰ ἀναγκαῖα μέτρα διὰ τὴν ἀντιμετώπισιν πάσης ἐνδεχομένης δυσχερείας, ἐπρόσθεσε δὲ ὅτι ἡ συνεργασία μετὰ τῶν συμμάχων χωρῶν παραμένει στενή.: [6, 1187, 155, 1325]
divider: [6, 1965, 308, 1966]
article-text: ΑΘΗΝΑΙ, 26.—Ἡ ἀνακοίνωσις τῆς κυβερνήσεως ἐγένετο δεκτὴ μὲ ἱκανοποίησιν ὑπὸ τῶν ἁρμοδίων κύκλων, οἱ ὁποῖοι τονίζουν ὅτι ἡ κατάστασις παρακολουθεῖται στενῶς. Κατὰ πληροφορίας ἐξ ἀξιοπίστου πηγῆς, αἱ συνομιλίαι θὰ συνεχισθοῦν καὶ κατὰ τὰς προσεχεῖς ἡμέρας, ὁπότε ἀναμένεται νὰ ληφθοῦν αἱ τελικαὶ ἀποφάσεις ἐπὶ τοῦ ζητήματος. Ὁ ἁρμόδιος ὑπουργὸς ἐδήλωσεν ὅτι ἡ κυβέρνησις ἔχει λάβει ὅλα τὰ ἀναγκαῖα μέτρα διὰ τὴν ἀντιμετώπισιν πάσης ἐνδεχομένης δυσχερείας, ἐπρόσθεσε δὲ ὅτι ἡ συνεργασία μετὰ τῶν συμμάχων χωρῶν παραμένει στενή.: [627, 444, 775, 582]
article-text: [784, 1690, 926, 1998]
article-german-troops-body: [475, 139, 926, 582]
article-salary-body: [475, 717, 926, 1998]
subhead-death-penalty: ΘΑΝΑΤΟΣ Η ΠΡΟΒΛΕΠΟΜΕΝΗ ΠΟΙΝΗ: [962, 80, 1195, 98]
article-text: ΑΘΗΝΑΙ, 26.—Ἡ ἀνακοίνωσις τῆς κυβερνήσεως ἐγένετο δεκτὴ μὲ ἱκανοποίησιν ὑπὸ τῶν ἁρμοδίων κύκλων, οἱ ὁποῖοι τονίζουν ὅτι ἡ κατάστασις παρακολουθεῖται στενῶς. Κατὰ πληροφορίας ἐξ ἀξιοπίστου πηγῆς, αἱ συνομιλίαι θὰ συνεχισθοῦν καὶ κατὰ τὰς προσεχεῖς ἡμέρας, ὁπότε ἀναμένεται νὰ ληφθοῦν αἱ τελικαὶ ἀποφάσεις ἐπὶ τοῦ ζητήματος. Ὁ ἁρμόδιος ὑπουργὸς ἐδήλωσεν ὅτι ἡ κυβέρνησις ἔχει λάβει ὅλα τὰ ἀναγκαῖα μέτρα διὰ τὴν ἀντιμετώπισιν πάσης ἐνδεχομένης δυσχερείας, ἐπρόσθεσε δὲ ὅτι ἡ συνεργασία μετὰ τῶν συμμάχων χωρῶν παραμένει στενή.: [932, 1511, 1076, 1658]
article-text: ΑΘΗΝΑΙ, 26.—Ἡ ἀνακοίνωσις τῆς κυβερνήσεως ἐγένετο δεκτὴ μὲ ἱκανοποίησιν ὑπὸ τῶν ἁρμοδίων κύκλων, οἱ ὁποῖοι τονίζουν ὅτι ἡ κατάστασις παρακολουθεῖται στενῶς. Κατὰ πληροφορίας ἐξ ἀξιοπίστου πηγῆς, αἱ συνομιλίαι θὰ συνεχισθοῦν καὶ κατὰ τὰς προσεχεῖς ἡμέρας, ὁπότε ἀναμένεται νὰ ληφθοῦν αἱ τελικαὶ ἀποφάσεις ἐπὶ τοῦ ζητήματος. Ὁ ἁρμόδιος ὑπουργὸς ἐδήλωσεν ὅτι ἡ κυβέρνησις ἔχει λάβει ὅλα τὰ ἀναγκαῖα μέτρα διὰ τὴν ἀντιμετώπισιν πάσης ἐνδεχομένης δυσχερείας, ἐπρόσθεσε δὲ ὅτι ἡ συνεργασία μετὰ τῶν συμμάχων χωρῶν παραμένει στενή.: [315, 907, 467, 1046]
article-text: ΑΘΗΝΑΙ, 26.—Ἡ ἀνακοίνωσις τῆς κυβερνήσεως ἐγένετο δεκτὴ μὲ ἱκανοποίησιν ὑπὸ τῶν ἁρμοδίων κύκλων, οἱ ὁποῖοι τονίζουν ὅτι ἡ κατάστασις παρακολουθεῖται στενῶς. Κατὰ πληροφορίας ἐξ ἀξιοπίστου πηγῆς, αἱ συνομιλίαι θὰ συνεχισθοῦν καὶ κατὰ τὰς προσεχεῖς ἡμέρας, ὁπότε ἀναμένεται νὰ ληφθοῦν αἱ τελικαὶ ἀποφάσεις ἐπὶ τοῦ ζητήματος. Ὁ ἁρμόδιος ὑπουργὸς ἐδήλωσεν ὅτι ἡ κυβέρνησις ἔχει λάβει ὅλα τὰ ἀναγκαῖα μέτρα διὰ τὴν ἀντιμετώπισιν πάσης ἐνδεχομένης δυσχερείας, ἐπρόσθεσε δὲ ὅτι ἡ συνεργασία μετὰ τῶν συμμάχων χωρῶν παραμένει στενή.: [159, 693, 308, 831]
article-merten-body: [932, 513, 1225, 806]
article-text: ΑΘΗΝΑΙ, 26.—Ἡ ἀνακοίνωσις τῆς κυβερνήσεως ἐγένετο δεκτὴ μὲ ἱκανοποίησιν ὑπὸ τῶν ἁρμοδίων κύκλων, οἱ ὁποῖοι τονίζουν ὅτι ἡ κατάστασις παρακολουθεῖται στενῶς. Κατὰ πληροφορίας ἐξ ἀξιοπίστου πηγῆς, αἱ συνομιλίαι θὰ συνεχισθοῦν καὶ κατὰ τὰς προσεχεῖς ἡμέρας, ὁπότε ἀναμένεται νὰ ληφθοῦν αἱ τελικαὶ ἀποφάσεις ἐπὶ τοῦ ζητήματος. Ὁ ἁρμόδιος ὑπουργὸς ἐδήλωσεν ὅτι ἡ κυβέρνησις ἔχει λάβει ὅλα τὰ ἀναγκαῖα μέτρα διὰ τὴν ἀντιμετώπισιν πάσης ἐνδεχομένης δυσχερείας, ἐπρόσθεσε δὲ ὅτι ἡ συνεργασία μετὰ τῶν συμμάχων χωρῶν παραμένει στενή.: [627, 138, 775, 277]
article-text: ΑΘΗΝΑΙ, 26.—Ἡ ἀνακοίνωσις τῆς κυβερνήσεως ἐγένετο δεκτὴ μὲ ἱκανοποίησιν ὑπὸ τῶν ἁρμοδίων κύκλων, οἱ ὁποῖοι τονίζουν ὅτι ἡ κατάστασις παρακολουθεῖται στενῶς. Κατὰ πληροφορίας ἐξ ἀξιοπίστου πηγῆς, αἱ συνομιλίαι θὰ συνεχισθοῦν καὶ κατὰ τὰς προσεχεῖς ἡμέρας, ὁπότε ἀναμένεται νὰ ληφθοῦν αἱ τελικαὶ ἀποφάσεις ἐπὶ τοῦ ζητήματος. Ὁ ἁρμόδιος ὑπουργὸς ἐδήλωσεν ὅτι ἡ κυβέρνησις ἔχει λάβει ὅλα τὰ ἀναγκαῖα μέτρα διὰ τὴν ἀντιμετώπισιν πάσης ἐνδεχομένης δυσχερείας, ἐπρόσθεσε δὲ ὅτι ἡ συνεργασία μετὰ τῶν συμμάχων χωρῶν παραμένει στενή.: [315, 726, 467, 865]
headline-colombia: ΕΙΣ ΤΗΝ ΚΟΛΩΜΒΙΑΝ: [815, 716, 895, 726]
divider: [784, 1296, 926, 1297]
article-text: ΑΘΗΝΑΙ, 26.—Ἡ ἀνακοίνωσις τῆς κυβερνήσεως ἐγένετο δεκτὴ μὲ ἱκανοποίησιν ὑπὸ τῶν ἁρμοδίων κύκλων, οἱ ὁποῖοι τονίζουν ὅτι ἡ κατάστασις παρακολουθεῖται στενῶς. Κατὰ πληροφορίας ἐξ ἀξιοπίστου πηγῆς, αἱ συνομιλίαι θὰ συνεχισθοῦν καὶ κατὰ τὰς προσεχεῖς ἡμέρας, ὁπότε ἀναμένεται νὰ ληφθοῦν αἱ τελικαὶ ἀποφάσεις ἐπὶ τοῦ ζητήματος. Ὁ ἁρμόδιος ὑπουργὸς ἐδήλωσεν ὅτι ἡ κυβέρνησις ἔχει λάβει ὅλα τὰ ἀναγκαῖα μέτρα διὰ τὴν ἀντιμετώπισιν πάσης ἐνδεχομένης δυσχερείας, ἐπρόσθεσε δὲ ὅτι ἡ συνεργασία μετὰ τῶν συμμάχων χωρῶν παραμένει στενή.: [6, 2206, 155, 2345]
article-text: ΑΘΗΝΑΙ, 26.—Ἡ ἀνακοίνωσις τῆς κυβερνήσεως ἐγένετο δεκτὴ μὲ ἱκανοποίησιν ὑπὸ τῶν ἁρμοδίων κύκλων, οἱ ὁποῖοι τονίζουν ὅτι ἡ κατάστασις παρακολουθεῖται στενῶς. Κατὰ πληροφορίας ἐξ ἀξιοπίστου πηγῆς, αἱ συνομιλίαι θὰ συνεχισθοῦν καὶ κατὰ τὰς προσεχεῖς ἡμέρας, ὁπότε ἀναμένεται νὰ ληφθοῦν αἱ τελικαὶ ἀποφάσεις ἐπὶ τοῦ ζητήματος. Ὁ ἁρμόδιος ὑπουργὸς ἐδήλωσεν ὅτι ἡ κυβέρνησις ἔχει λάβει ὅλα τὰ ἀναγκαῖα μέτρα διὰ τὴν ἀντιμετώπισιν πάσης ἐνδεχομένης δυσχερείας, ἐπρόσθεσε δὲ ὅτι ἡ συνεργασία μετὰ τῶν συμμάχων χωρῶν παραμένει στενή.: [6, 1642, 155, 1780]
section-subhead: ΠΑΡΗΤΗΘΗ: [828, 1840, 882, 1849]
subhead-cars-burned: 16 ΑΥΤΟΚΙΝΗΤΑ ΕΠΥΡΠΟΛΗΘΗΣΑΝ ΕΩΣ ΤΩΡΑ: [963, 1056, 1194, 1072]
article-text: [159, 1187, 308, 1959]
article-text: ΑΘΗΝΑΙ, 26.—Ἡ ἀνακοίνωσις τῆς κυβερνήσεως ἐγένετο δεκτὴ μὲ ἱκανοποίησιν ὑπὸ τῶν ἁρμοδίων κύκλων, οἱ ὁποῖοι τονίζουν ὅτι ἡ κατάστασις παρακολουθεῖται στενῶς. Κατὰ πληροφορίας ἐξ ἀξιοπίστου πηγῆς, αἱ συνομιλίαι θὰ συνεχισθοῦν καὶ κατὰ τὰς προσεχεῖς ἡμέρας, ὁπότε ἀναμένεται νὰ ληφθοῦν αἱ τελικαὶ ἀποφάσεις ἐπὶ τοῦ ζητήματος. Ὁ ἁρμόδιος ὑπουργὸς ἐδήλωσεν ὅτι ἡ κυβέρνησις ἔχει λάβει ὅλα τὰ ἀναγκαῖα μέτρα διὰ τὴν ἀντιμετώπισιν πάσης ἐνδεχομένης δυσχερείας, ἐπρόσθεσε δὲ ὅτι ἡ συνεργασία μετὰ τῶν συμμάχων χωρῶν παραμένει στενή.: [932, 106, 1076, 253]
section-subhead: Ο ΕΠΙΣΤΗΜΟΝΙΚΟΣ ΔΙΟΙΚΗΤΙΚΟΣ: [809, 1125, 900, 1142]
article-text: [315, 1610, 467, 1748]
divider: [932, 418, 1225, 420]
table-row: Τμήματος Β΄ ... 2,25: [627, 882, 711, 891]
headline-students: ΔΙΕΛΥΘΗΣΑΝ ΒΙΑΙΩΣ ΥΠΟ ΤΗΣ ΑΣΤΥΝΟΜΙΑΣ ΒΟΡΕΙΟΗΠΕΙΡΩΤΑΙ ΦΟΙΤΗΤΑΙ: [320, 872, 463, 905]
article-text: [1081, 513, 1225, 806]
article-text: [1081, 106, 1225, 414]
article-text: ΑΘΗΝΑΙ, 26.—Ἡ ἀνακοίνωσις τῆς κυβερνήσεως ἐγένετο δεκτὴ μὲ ἱκανοποίησιν ὑπὸ τῶν ἁρμοδίων κύκλων, οἱ ὁποῖοι τονίζουν ὅτι ἡ κατάστασις παρακολουθεῖται στενῶς. Κατὰ πληροφορίας ἐξ ἀξιοπίστου πηγῆς, αἱ συνομιλίαι θὰ συνεχισθοῦν καὶ κατὰ τὰς προσεχεῖς ἡμέρας, ὁπότε ἀναμένεται νὰ ληφθοῦν αἱ τελικαὶ ἀποφάσεις ἐπὶ τοῦ ζητήματος. Ὁ ἁρμόδιος ὑπουργὸς ἐδήλωσεν ὅτι ἡ κυβέρνησις ἔχει λάβει ὅλα τὰ ἀναγκαῖα μέτρα διὰ τὴν ἀντιμετώπισιν πάσης ἐνδεχομένης δυσχερείας, ἐπρόσθεσε δὲ ὅτι ἡ συνεργασία μετὰ τῶν συμμάχων χωρῶν παραμένει στενή.: [1081, 1511, 1225, 1658]
article-text: ΑΘΗΝΑΙ, 26.—Ἡ ἀνακοίνωσις τῆς κυβερνήσεως ἐγένετο δεκτὴ μὲ ἱκανοποίησιν ὑπὸ τῶν ἁρμοδίων κύκλων, οἱ ὁποῖοι τονίζουν ὅτι ἡ κατάστασις παρακολουθεῖται στενῶς. Κατὰ πληροφορίας ἐξ ἀξιοπίστου πηγῆς, αἱ συνομιλίαι θὰ συνεχισθοῦν καὶ κατὰ τὰς προσεχεῖς ἡμέρας, ὁπότε ἀναμένεται νὰ ληφθοῦν αἱ τελικαὶ ἀποφάσεις ἐπὶ τοῦ ζητήματος. Ὁ ἁρμόδιος ὑπουργὸς ἐδήλωσεν ὅτι ἡ κυβέρνησις ἔχει λάβει ὅλα τὰ ἀναγκαῖα μέτρα διὰ τὴν ἀντιμετώπισιν πάσης ἐνδεχομένης δυσχερείας, ἐπρόσθεσε δὲ ὅτι ἡ συνεργασία μετὰ τῶν συμμάχων χωρῶν παραμένει στενή.: [932, 513, 1076, 660]
headline-renault: ΝΕΑ ΑΝΑΣΤΑΤΩΣΙΣ ΕΙΣ ΤΑ ΕΡΓΟΣΤΑΣΙΑ ΑΥΤΟΚΙΝΗΤΩΝ ΡΕΝΩ: [17, 1787, 144, 1820]
headline-nuclear-conference: Η ΠΥΡΗΝΙΚΗ ΔΙΑΣΚΕΨΙΣ ΣΥΝΕΧΙΖΕΙ ΕΝ ΓΕΝΕΥΗ ΤΑΣ ΕΡΓΑΣΙΑΣ ΤΗΣ: [793, 1299, 916, 1331]
section-subhead: ΤΟ ΕΝ ΓΑΛΛΙΑ ΕΠΙΤΕΛΕΙΟΝ: [485, 2380, 613, 2389]
column-2: [315, 0, 467, 2576]
article-text: [475, 717, 623, 1998]
article-text: [627, 2102, 775, 2407]
column-4: [780, 717, 926, 1998]
article-text: ΑΘΗΝΑΙ, 26.—Ἡ ἀνακοίνωσις τῆς κυβερνήσεως ἐγένετο δεκτὴ μὲ ἱκανοποίησιν ὑπὸ τῶν ἁρμοδίων κύκλων, οἱ ὁποῖοι τονίζουν ὅτι ἡ κατάστασις παρακολουθεῖται στενῶς. Κατὰ πληροφορίας ἐξ ἀξιοπίστου πηγῆς, αἱ συνομιλίαι θὰ συνεχισθοῦν καὶ κατὰ τὰς προσεχεῖς ἡμέρας, ὁπότε ἀναμένεται νὰ ληφθοῦν αἱ τελικαὶ ἀποφάσεις ἐπὶ τοῦ ζητήματος. Ὁ ἁρμόδιος ὑπουργὸς ἐδήλωσεν ὅτι ἡ κυβέρνησις ἔχει λάβει ὅλα τὰ ἀναγκαῖα μέτρα διὰ τὴν ἀντιμετώπισιν πάσης ἐνδεχομένης δυσχερείας, ἐπρόσθεσε δὲ ὅτι ἡ συνεργασία μετὰ τῶν συμμάχων χωρῶν παραμένει στενή.: [315, 2438, 467, 2576]
article-text: ΑΘΗΝΑΙ, 26.—Ἡ ἀνακοίνωσις τῆς κυβερνήσεως ἐγένετο δεκτὴ μὲ ἱκανοποίησιν ὑπὸ τῶν ἁρμοδίων κύκλων, οἱ ὁποῖοι τονίζουν ὅτι ἡ κατάστασις παρακολουθεῖται στενῶς. Κατὰ πληροφορίας ἐξ ἀξιοπίστου πηγῆς, αἱ συνομιλίαι θὰ συνεχισθοῦν καὶ κατὰ τὰς προσεχεῖς ἡμέρας, ὁπότε ἀναμένεται νὰ ληφθοῦν αἱ τελικαὶ ἀποφάσεις ἐπὶ τοῦ ζητήματος. Ὁ ἁρμόδιος ὑπουργὸς ἐδήλωσεν ὅτι ἡ κυβέρνησις ἔχει λάβει ὅλα τὰ ἀναγκαῖα μέτρα διὰ τὴν ἀντιμετώπισιν πάσης ἐνδεχομένης δυσχερείας, ἐπρόσθεσε δὲ ὅτι ἡ συνεργασία μετὰ τῶν συμμάχων χωρῶν παραμένει στενή.: [6, 2069, 155, 2207]
article-text: [784, 769, 926, 915]
column-rule: [311, 0, 312, 1863]
article-text: ΑΘΗΝΑΙ, 26.—Ἡ ἀνακοίνωσις τῆς κυβερνήσεως ἐγένετο δεκτὴ μὲ ἱκανοποίησιν ὑπὸ τῶν ἁρμοδίων κύκλων, οἱ ὁποῖοι τονίζουν ὅτι ἡ κατάστασις παρακολουθεῖται στενῶς. Κατὰ πληροφορίας ἐξ ἀξιοπίστου πηγῆς, αἱ συνομιλίαι θὰ συνεχισθοῦν καὶ κατὰ τὰς προσεχεῖς ἡμέρας, ὁπότε ἀναμένεται νὰ ληφθοῦν αἱ τελικαὶ ἀποφάσεις ἐπὶ τοῦ ζητήματος. Ὁ ἁρμόδιος ὑπουργὸς ἐδήλωσεν ὅτι ἡ κυβέρνησις ἔχει λάβει ὅλα τὰ ἀναγκαῖα μέτρα διὰ τὴν ἀντιμετώπισιν πάσης ἐνδεχομένης δυσχερείας, ἐπρόσθεσε δὲ ὅτι ἡ συνεργασία μετὰ τῶν συμμάχων χωρῶν παραμένει στενή.: [780, 429, 926, 567]
headline-mobutu: Ο κ. ΜΟΜΠΟΥΤΟ ΘΑ ΑΠΟΣΥΡΗ ΤΑ ΙΘΑΓΕΝΗ ΣΤΡΑΤΕΥΜΑΤΑ ΜΑΚΡΑΝ ΤΗΣ ΛΕΟΠΟΛΝΤΒΙΛ: [942, 1391, 1215, 1458]
article-text: [315, 726, 467, 864]
article-text: ΑΘΗΝΑΙ, 26.—Ἡ ἀνακοίνωσις τῆς κυβερνήσεως ἐγένετο δεκτὴ μὲ ἱκανοποίησιν ὑπὸ τῶν ἁρμοδίων κύκλων, οἱ ὁποῖοι τονίζουν ὅτι ἡ κατάστασις παρακολουθεῖται στενῶς. Κατὰ πληροφορίας ἐξ ἀξιοπίστου πηγῆς, αἱ συνομιλίαι θὰ συνεχισθοῦν καὶ κατὰ τὰς προσεχεῖς ἡμέρας, ὁπότε ἀναμένεται νὰ ληφθοῦν αἱ τελικαὶ ἀποφάσεις ἐπὶ τοῦ ζητήματος. Ὁ ἁρμόδιος ὑπουργὸς ἐδήλωσεν ὅτι ἡ κυβέρνησις ἔχει λάβει ὅλα τὰ ἀναγκαῖα μέτρα διὰ τὴν ἀντιμετώπισιν πάσης ἐνδεχομένης δυσχερείας, ἐπρόσθεσε δὲ ὅτι ἡ συνεργασία μετὰ τῶν συμμάχων χωρῶν παραμένει στενή.: [932, 1075, 1076, 1222]
divider: [315, 1571, 467, 1572]
table-row: Γραμματεὺς ... 32,15: [627, 908, 711, 916]
article-text: ΑΘΗΝΑΙ, 26.—Ἡ ἀνακοίνωσις τῆς κυβερνήσεως ἐγένετο δεκτὴ μὲ ἱκανοποίησιν ὑπὸ τῶν ἁρμοδίων κύκλων, οἱ ὁποῖοι τονίζουν ὅτι ἡ κατάστασις παρακολουθεῖται στενῶς. Κατὰ πληροφορίας ἐξ ἀξιοπίστου πηγῆς, αἱ συνομιλίαι θὰ συνεχισθοῦν καὶ κατὰ τὰς προσεχεῖς ἡμέρας, ὁπότε ἀναμένεται νὰ ληφθοῦν αἱ τελικαὶ ἀποφάσεις ἐπὶ τοῦ ζητήματος. Ὁ ἁρμόδιος ὑπουργὸς ἐδήλωσεν ὅτι ἡ κυβέρνησις ἔχει λάβει ὅλα τὰ ἀναγκαῖα μέτρα διὰ τὴν ἀντιμετώπισιν πάσης ἐνδεχομένης δυσχερείας, ἐπρόσθεσε δὲ ὅτι ἡ συνεργασία μετὰ τῶν συμμάχων χωρῶν παραμένει στενή.: [475, 854, 623, 992]
article-text: ΑΘΗΝΑΙ, 26.—Ἡ ἀνακοίνωσις τῆς κυβερνήσεως ἐγένετο δεκτὴ μὲ ἱκανοποίησιν ὑπὸ τῶν ἁρμοδίων κύκλων, οἱ ὁποῖοι τονίζουν ὅτι ἡ κατάστασις παρακολουθεῖται στενῶς. Κατὰ πληροφορίας ἐξ ἀξιοπίστου πηγῆς, αἱ συνομιλίαι θὰ συνεχισθοῦν καὶ κατὰ τὰς προσεχεῖς ἡμέρας, ὁπότε ἀναμένεται νὰ ληφθοῦν αἱ τελικαὶ ἀποφάσεις ἐπὶ τοῦ ζητήματος. Ὁ ἁρμόδιος ὑπουργὸς ἐδήλωσεν ὅτι ἡ κυβέρνησις ἔχει λάβει ὅλα τὰ ἀναγκαῖα μέτρα διὰ τὴν ἀντιμετώπισιν πάσης ἐνδεχομένης δυσχερείας, ἐπρόσθεσε δὲ ὅτι ἡ συνεργασία μετὰ τῶν συμμάχων χωρῶν παραμένει στενή.: [784, 1334, 926, 1481]
section-subhead: ΘΑΝΑΤΟΣ ΔΗΜΟΣΙΟΓΡΑΦΟΥ: [1088, 1822, 1218, 1831]
